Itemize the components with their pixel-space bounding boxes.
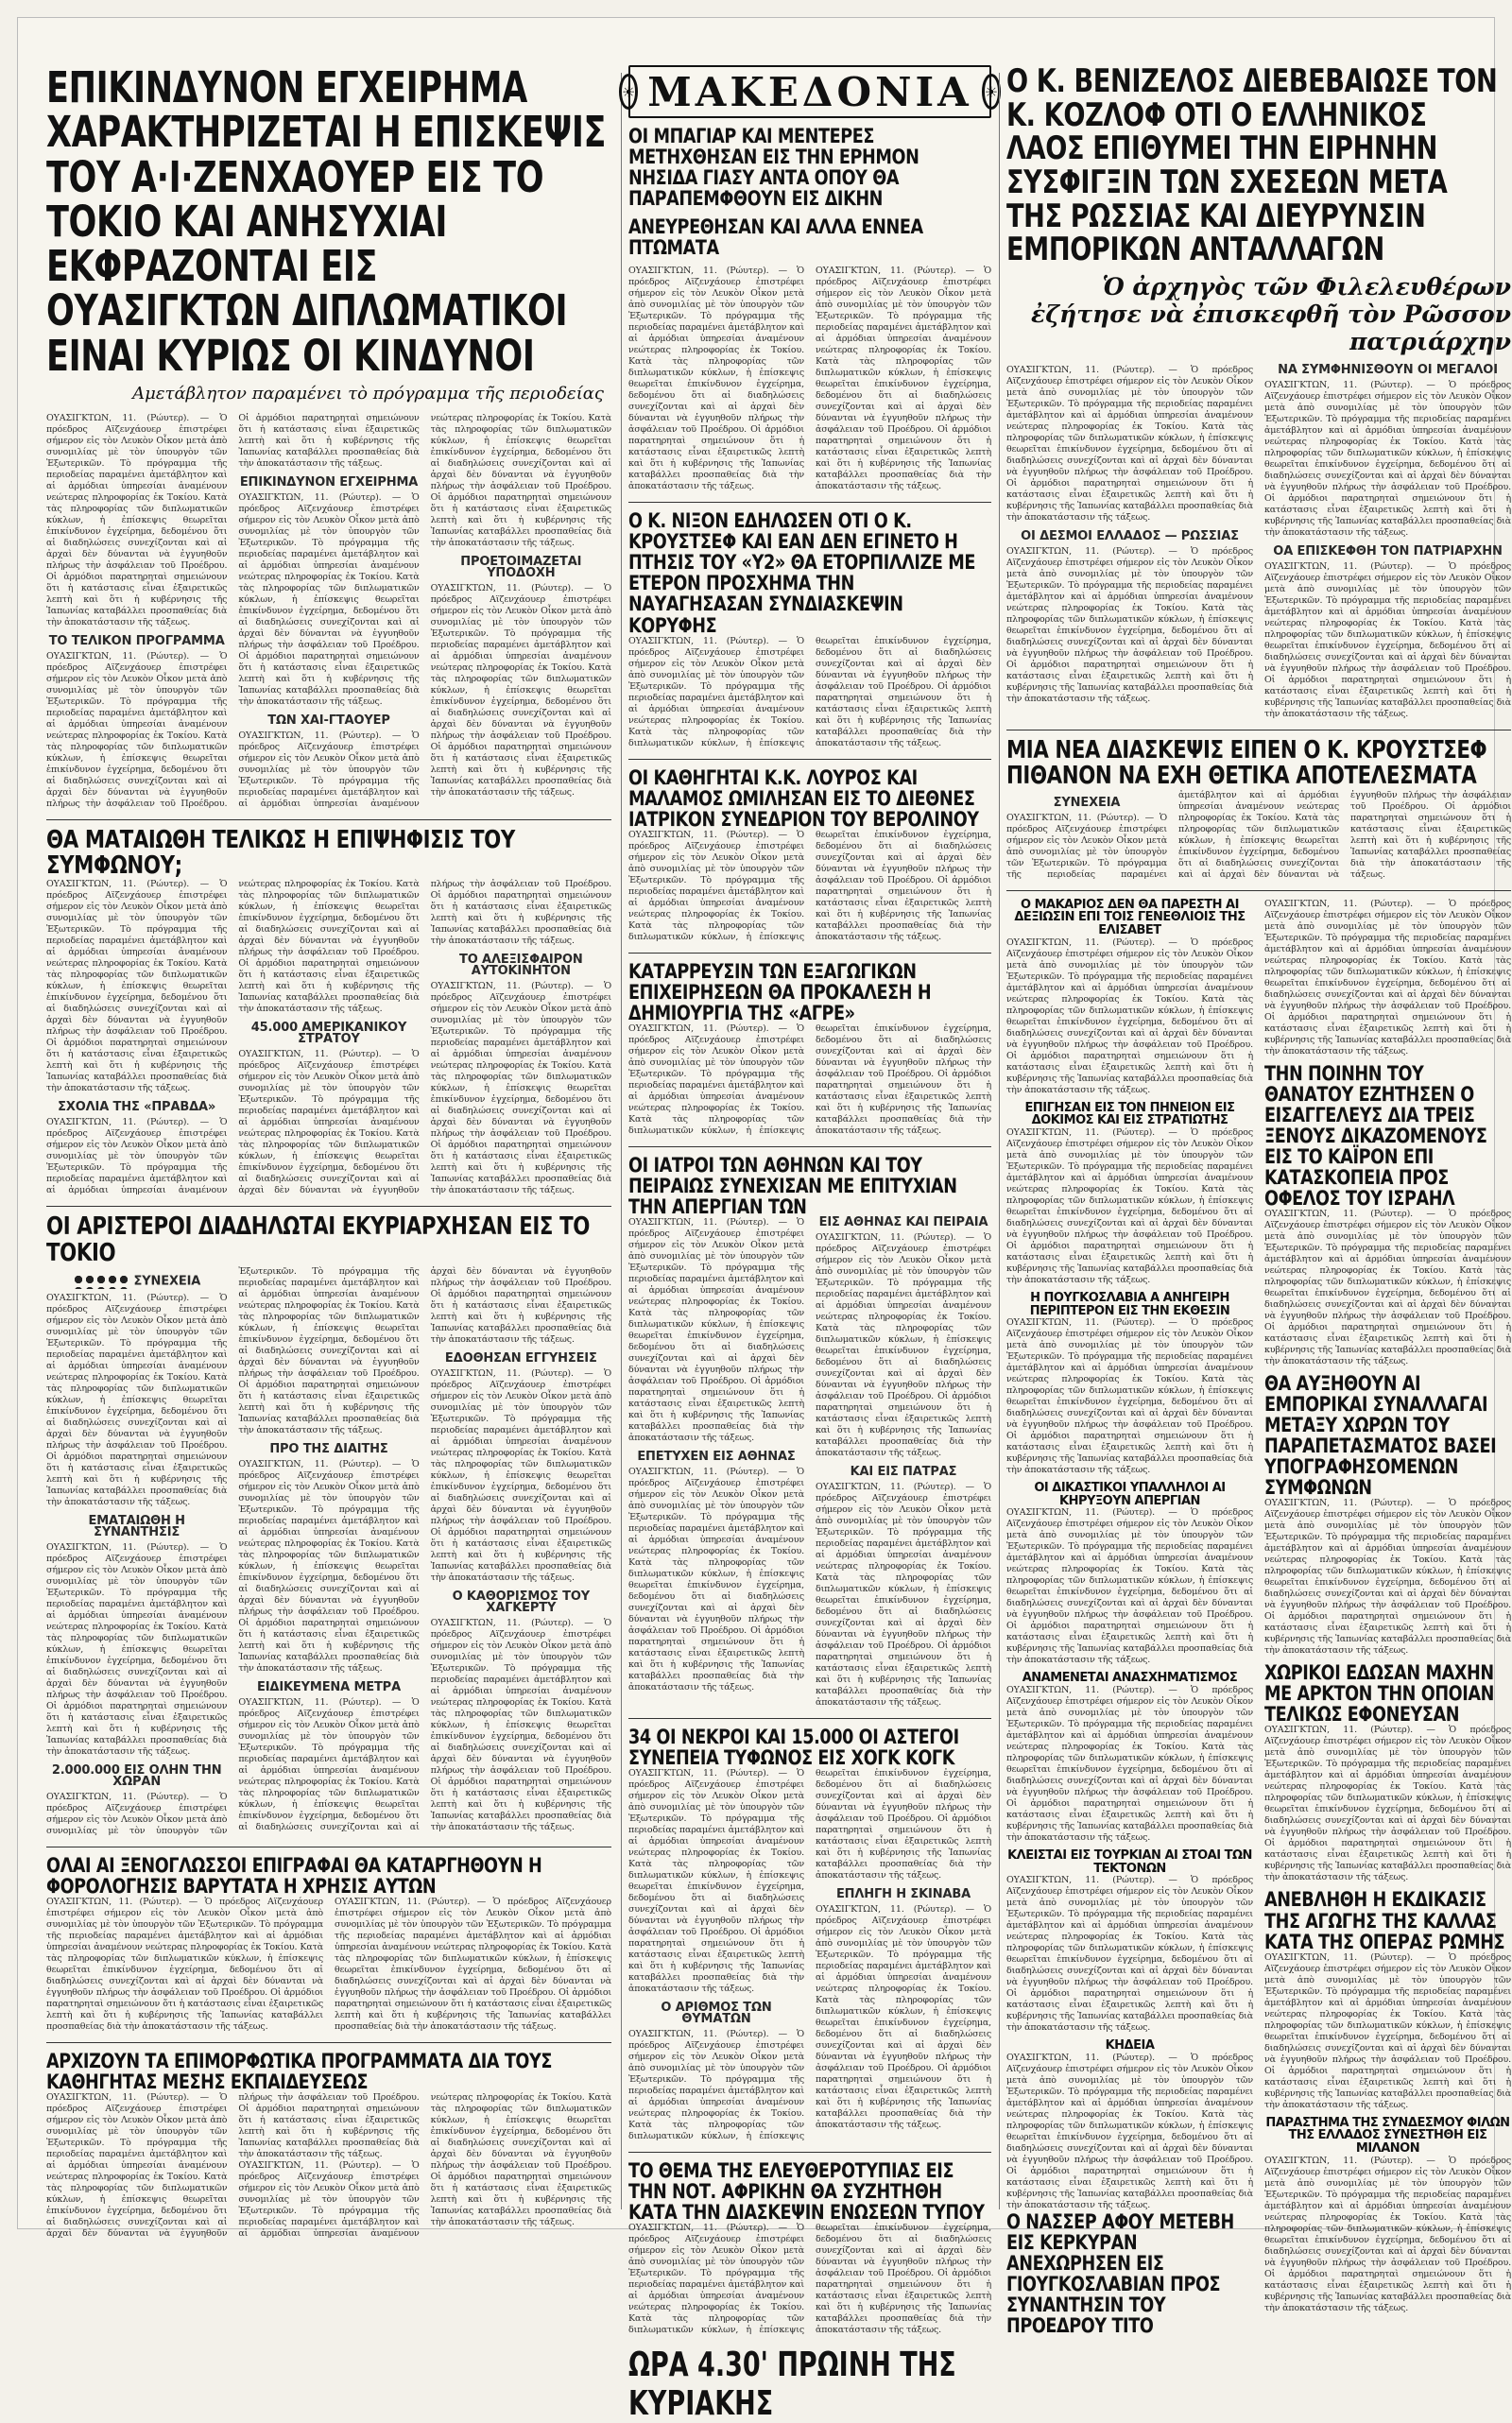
body-paragraph: ΟΥΑΣΙΓΚΤΩΝ, 11. (Ρώυτερ). — Ὁ πρόεδρος Αϊζενχάουερ ἐπιστρέφει σήμερον εἰς τὸν Λευκὸν Οἶκον μετὰ ἀπὸ συνομιλίας μὲ τὸν ὑπουργὸν τῶν Ἐξωτερικῶν. Τὸ πρόγραμμα τῆς περιοδείας παραμένει ἀμετάβλητον καὶ αἱ ἀρμόδιαι ὑπηρεσίαι ἀναμένουν νεώτερας πληροφορίας ἐκ Τοκίου. Κατὰ τὰς πληροφορίας τῶν διπλωματικῶν κύκλων, ἡ ἐπίσκεψις θεωρεῖται ἐπικίνδυνον ἐγχείρημα, δεδομένου ὅτι αἱ διαδηλώσεις συνεχίζονται καὶ αἱ ἀρχαὶ δὲν δύνανται νὰ ἐγγυηθοῦν πλήρως τὴν ἀσφάλειαν τοῦ Προέδρου. Οἱ ἀρμόδιοι παρατηρηταὶ σημειώνουν ὅτι ἡ κατάστασις εἶναι ἐξαιρετικῶς λεπτὴ καὶ ὅτι ἡ κυβέρνησις τῆς Ἰαπωνίας καταβάλλει προσπαθείας διὰ τὴν ἀποκατάστασιν τῆς τάξεως. [46, 412, 420, 809]
body-paragraph: ΟΥΑΣΙΓΚΤΩΝ, 11. (Ρώυτερ). — Ὁ πρόεδρος Αϊζενχάουερ ἐπιστρέφει σήμερον εἰς τὸν Λευκὸν Οἶκον μετὰ ἀπὸ συνομιλίας μὲ τὸν ὑπουργὸν τῶν Ἐξωτερικῶν. Τὸ πρόγραμμα τῆς περιοδείας παραμένει ἀμετάβλητον καὶ αἱ ἀρμόδιαι ὑπηρεσίαι ἀναμένουν νεώτερας πληροφορίας ἐκ Τοκίου. Κατὰ τὰς πληροφορίας τῶν διπλωματικῶν κύκλων, ἡ ἐπίσκεψις θεωρεῖται ἐπικίνδυνον ἐγχείρημα, δεδομένου ὅτι αἱ διαδηλώσεις συνεχίζονται καὶ αἱ ἀρχαὶ δὲν δύνανται νὰ ἐγγυηθοῦν πλήρως τὴν ἀσφάλειαν τοῦ Προέδρου. Οἱ ἀρμόδιοι παρατηρηταὶ σημειώνουν ὅτι ἡ κατάστασις εἶναι ἐξαιρετικῶς λεπτὴ καὶ ὅτι ἡ κυβέρνησις τῆς Ἰαπωνίας καταβάλλει προσπαθείας διὰ τὴν ἀποκατάστασιν τῆς τάξεως. [1006, 937, 1253, 1095]
subhead: ΕΠΙΚΙΝΔΥΝΟΝ ΕΓΧΕΙΡΗΜΑ [239, 474, 419, 490]
headline-programmata: ΑΡΧΙΖΟΥΝ ΤΑ ΕΠΙΜΟΡΦΩΤΙΚΑ ΠΡΟΓΡΑΜΜΑΤΑ ΔΙΑ ΤΟΥΣ ΚΑΘΗΓΗΤΑΣ ΜΕΣΗΣ ΕΚΠΑΙΔΕΥΣΕΩΣ [46, 2050, 553, 2094]
headline-epigrafai: ΟΛΑΙ ΑΙ ΞΕΝΟΓΛΩΣΣΟΙ ΕΠΙΓΡΑΦΑΙ ΘΑ ΚΑΤΑΡΓΗΘΟΥΝ Η ΦΟΡΟΛΟΓΗΣΙΣ ΒΑΡΥΤΑΤΑ Η ΧΡΗΣΙΣ ΑΥΤΩΝ [46, 1853, 542, 1898]
headline-milano: ΠΑΡΑΣΤΗΜΑ ΤΗΣ ΣΥΝΔΕΣΜΟΥ ΦΙΛΩΝ ΤΗΣ ΕΛΛΑΔΟΣ ΣΥΝΕΣΤΗΘΗ ΕΙΣ ΜΙΛΑΝΟΝ [1265, 2115, 1510, 2156]
body-paragraph: ΟΥΑΣΙΓΚΤΩΝ, 11. (Ρώυτερ). — Ὁ πρόεδρος Αϊζενχάουερ ἐπιστρέφει σήμερον εἰς τὸν Λευκὸν Οἶκον μετὰ ἀπὸ συνομιλίας μὲ τὸν ὑπουργὸν τῶν Ἐξωτερικῶν. Τὸ πρόγραμμα τῆς περιοδείας παραμένει ἀμετάβλητον καὶ αἱ ἀρμόδιαι ὑπηρεσίαι ἀναμένουν νεώτερας πληροφορίας ἐκ Τοκίου. Κατὰ τὰς πληροφορίας τῶν διπλωματικῶν κύκλων, ἡ ἐπίσκεψις θεωρεῖται ἐπικίνδυνον ἐγχείρημα, δεδομένου ὅτι αἱ διαδηλώσεις συνεχίζονται καὶ αἱ ἀρχαὶ δὲν δύνανται νὰ ἐγγυηθοῦν πλήρως τὴν ἀσφάλειαν τοῦ Προέδρου. Οἱ ἀρμόδιοι παρατηρηταὶ σημειώνουν ὅτι ἡ κατάστασις εἶναι ἐξαιρετικῶς λεπτὴ καὶ ὅτι ἡ κυβέρνησις τῆς Ἰαπωνίας καταβάλλει προσπαθείας διὰ τὴν ἀποκατάστασιν τῆς τάξεως. [1264, 1725, 1511, 1883]
middle-column [621, 65, 999, 2423]
print-ornament [73, 1274, 129, 1289]
story-iatroi-body [628, 1214, 991, 1709]
subhead: 2.000.000 ΕΙΣ ΟΛΗΝ ΤΗΝ ΧΩΡΑΝ [51, 1762, 222, 1789]
body-paragraph: ΟΥΑΣΙΓΚΤΩΝ, 11. (Ρώυτερ). — Ὁ πρόεδρος Αϊζενχάουερ ἐπιστρέφει σήμερον εἰς τὸν Λευκὸν Οἶκον μετὰ ἀπὸ συνομιλίας μὲ τὸν ὑπουργὸν τῶν Ἐξωτερικῶν. Τὸ πρόγραμμα τῆς περιοδείας παραμένει ἀμετάβλητον καὶ αἱ ἀρμόδιαι ὑπηρεσίαι ἀναμένουν νεώτερας πληροφορίας ἐκ Τοκίου. Κατὰ τὰς πληροφορίας τῶν διπλωματικῶν κύκλων, ἡ ἐπίσκεψις θεωρεῖται ἐπικίνδυνον ἐγχείρημα, δεδομένου ὅτι αἱ διαδηλώσεις συνεχίζονται καὶ αἱ ἀρχαὶ δὲν δύνανται νὰ ἐγγυηθοῦν πλήρως τὴν ἀσφάλειαν τοῦ Προέδρου. Οἱ ἀρμόδιοι παρατηρηταὶ σημειώνουν ὅτι ἡ κατάστασις εἶναι ἐξαιρετικῶς λεπτὴ καὶ ὅτι ἡ κυβέρνησις τῆς Ἰαπωνίας καταβάλλει προσπαθείας διὰ τὴν ἀποκατάστασιν τῆς τάξεως. [1006, 365, 1253, 524]
lead-headline-left: ΕΠΙΚΙΝΔΥΝΟΝ ΕΓΧΕΙΡΗΜΑ ΧΑΡΑΚΤΗΡΙΖΕΤΑΙ Η ΕΠΙΣΚΕΨΙΣ ΤΟΥ Α·Ι·ΖΕΝΧΑΟΥΕΡ ΕΙΣ ΤΟ ΤΟΚΙΟ ΚΑΙ ΑΝΗΣΥΧΙΑΙ ΕΚΦΡΑΖΟΝΤΑΙ ΕΙΣ ΟΥΑΣΙΓΚΤΩΝ ΔΙΠΛΩΜΑΤΙΚΟΙ ΕΙΝΑΙ ΚΥΡΙΩΣ ΟΙ ΚΙΝΔΥΝΟΙ [46, 62, 607, 381]
headline-louros: ΟΙ ΚΑΘΗΓΗΤΑΙ Κ.Κ. ΛΟΥΡΟΣ ΚΑΙ ΜΑΛΑΜΟΣ ΩΜΙΛΗΣΑΝ ΕΙΣ ΤΟ ΔΙΕΘΝΕΣ ΙΑΤΡΙΚΟΝ ΣΥΝΕΔΡΙΟΝ ΤΟΥ ΒΕΡΟΛΙΝΟΥ [628, 765, 979, 831]
body-paragraph: ΟΥΑΣΙΓΚΤΩΝ, 11. (Ρώυτερ). — Ὁ πρόεδρος Αϊζενχάουερ ἐπιστρέφει σήμερον εἰς τὸν Λευκὸν Οἶκον μετὰ ἀπὸ συνομιλίας μὲ τὸν ὑπουργὸν τῶν Ἐξωτερικῶν. Τὸ πρόγραμμα τῆς περιοδείας παραμένει ἀμετάβλητον καὶ αἱ ἀρμόδιαι ὑπηρεσίαι ἀναμένουν νεώτερας πληροφορίας ἐκ Τοκίου. Κατὰ τὰς πληροφορίας τῶν διπλωματικῶν κύκλων, ἡ ἐπίσκεψις θεωρεῖται ἐπικίνδυνον ἐγχείρημα, δεδομένου ὅτι αἱ διαδηλώσεις συνεχίζονται καὶ αἱ ἀρχαὶ δὲν δύνανται νὰ ἐγγυηθοῦν πλήρως τὴν ἀσφάλειαν τοῦ Προέδρου. Οἱ ἀρμόδιοι παρατηρηταὶ σημειώνουν ὅτι ἡ κατάστασις εἶναι ἐξαιρετικῶς λεπτὴ καὶ ὅτι ἡ κυβέρνησις τῆς Ἰαπωνίας καταβάλλει προσπαθείας διὰ τὴν ἀποκατάστασιν τῆς τάξεως. [1264, 561, 1511, 720]
seal-icon: ☀ [619, 74, 638, 110]
story-tokio-body [46, 1266, 611, 1837]
section-louros [628, 759, 991, 943]
body-paragraph: ΟΥΑΣΙΓΚΤΩΝ, 11. (Ρώυτερ). — Ὁ πρόεδρος Αϊζενχάουερ ἐπιστρέφει σήμερον εἰς τὸν Λευκὸν Οἶκον μετὰ ἀπὸ συνομιλίας μὲ τὸν ὑπουργὸν τῶν Ἐξωτερικῶν. Τὸ πρόγραμμα τῆς περιοδείας παραμένει ἀμετάβλητον καὶ αἱ ἀρμόδιαι ὑπηρεσίαι ἀναμένουν νεώτερας πληροφορίας ἐκ Τοκίου. Κατὰ τὰς πληροφορίας τῶν διπλωματικῶν κύκλων, ἡ ἐπίσκεψις θεωρεῖται ἐπικίνδυνον ἐγχείρημα, δεδομένου ὅτι αἱ διαδηλώσεις συνεχίζονται καὶ αἱ ἀρχαὶ δὲν δύνανται νὰ ἐγγυηθοῦν πλήρως τὴν ἀσφάλειαν τοῦ Προέδρου. Οἱ ἀρμόδιοι παρατηρηταὶ σημειώνουν ὅτι ἡ κατάστασις εἶναι ἐξαιρετικῶς λεπτὴ καὶ ὅτι ἡ κυβέρνησις τῆς Ἰαπωνίας καταβάλλει προσπαθείας διὰ τὴν ἀποκατάστασιν τῆς τάξεως. [816, 1231, 991, 1458]
body-paragraph: ΟΥΑΣΙΓΚΤΩΝ, 11. (Ρώυτερ). — Ὁ πρόεδρος Αϊζενχάουερ ἐπιστρέφει σήμερον εἰς τὸν Λευκὸν Οἶκον μετὰ ἀπὸ συνομιλίας μὲ τὸν ὑπουργὸν τῶν Ἐξωτερικῶν. Τὸ πρόγραμμα τῆς περιοδείας παραμένει ἀμετάβλητον καὶ αἱ ἀρμόδιαι ὑπηρεσίαι ἀναμένουν νεώτερας πληροφορίας ἐκ Τοκίου. Κατὰ τὰς πληροφορίας τῶν διπλωματικῶν κύκλων, ἡ ἐπίσκεψις θεωρεῖται ἐπικίνδυνον ἐγχείρημα, δεδομένου ὅτι αἱ διαδηλώσεις συνεχίζονται καὶ αἱ ἀρχαὶ δὲν δύνανται νὰ ἐγγυηθοῦν πλήρως τὴν ἀσφάλειαν τοῦ Προέδρου. Οἱ ἀρμόδιοι παρατηρηταὶ σημειώνουν ὅτι ἡ κατάστασις εἶναι ἐξαιρετικῶς λεπτὴ καὶ ὅτι ἡ κυβέρνησις τῆς Ἰαπωνίας καταβάλλει προσπαθείας διὰ τὴν ἀποκατάστασιν τῆς τάξεως. [238, 879, 611, 1196]
section-xogk-kogk [628, 1718, 991, 2142]
section-agre [628, 953, 991, 1137]
headline-poinh: ΤΗΝ ΠΟΙΝΗΝ ΤΟΥ ΘΑΝΑΤΟΥ ΕΖΗΤΗΣΕΝ Ο ΕΙΣΑΓΓΕΛΕΥΣ ΔΙΑ ΤΡΕΙΣ ΞΕΝΟΥΣ ΔΙΚΑΖΟΜΕΝΟΥΣ ΕΙΣ ΤΟ ΚΑΪΡΟΝ ΕΠΙ ΚΑΤΑΣΚΟΠΕΙΑ ΠΡΟΣ ΟΦΕΛΟΣ ΤΟΥ ΙΣΡΑΗΛ [1264, 1061, 1487, 1210]
story-programmata-body [46, 2092, 611, 2240]
body-paragraph: ΟΥΑΣΙΓΚΤΩΝ, 11. (Ρώυτερ). — Ὁ πρόεδρος Αϊζενχάουερ ἐπιστρέφει σήμερον εἰς τὸν Λευκὸν Οἶκον μετὰ ἀπὸ συνομιλίας μὲ τὸν ὑπουργὸν τῶν Ἐξωτερικῶν. Τὸ πρόγραμμα τῆς περιοδείας παραμένει ἀμετάβλητον καὶ αἱ ἀρμόδιαι ὑπηρεσίαι ἀναμένουν νεώτερας πληροφορίας ἐκ Τοκίου. Κατὰ τὰς πληροφορίας τῶν διπλωματικῶν κύκλων, ἡ ἐπίσκεψις θεωρεῖται ἐπικίνδυνον ἐγχείρημα, δεδομένου ὅτι αἱ διαδηλώσεις συνεχίζονται καὶ αἱ ἀρχαὶ δὲν δύνανται νὰ ἐγγυηθοῦν πλήρως τὴν ἀσφάλειαν τοῦ Προέδρου. Οἱ ἀρμόδιοι παρατηρηταὶ σημειώνουν ὅτι ἡ κατάστασις εἶναι ἐξαιρετικῶς λεπτὴ καὶ ὅτι ἡ κυβέρνησις τῆς Ἰαπωνίας καταβάλλει προσπαθείας διὰ τὴν ἀποκατάστασιν τῆς τάξεως. [430, 1617, 611, 1832]
left-column [46, 62, 611, 2240]
body-paragraph: ΟΥΑΣΙΓΚΤΩΝ, 11. (Ρώυτερ). — Ὁ πρόεδρος Αϊζενχάουερ ἐπιστρέφει σήμερον εἰς τὸν Λευκὸν Οἶκον μετὰ ἀπὸ συνομιλίας μὲ τὸν ὑπουργὸν τῶν Ἐξωτερικῶν. Τὸ πρόγραμμα τῆς περιοδείας παραμένει ἀμετάβλητον καὶ αἱ ἀρμόδιαι ὑπηρεσίαι ἀναμένουν νεώτερας πληροφορίας ἐκ Τοκίου. Κατὰ τὰς πληροφορίας τῶν διπλωματικῶν κύκλων, ἡ ἐπίσκεψις θεωρεῖται ἐπικίνδυνον ἐγχείρημα, δεδομένου ὅτι αἱ διαδηλώσεις συνεχίζονται καὶ αἱ ἀρχαὶ δὲν δύνανται νὰ ἐγγυηθοῦν πλήρως τὴν ἀσφάλειαν τοῦ Προέδρου. Οἱ ἀρμόδιοι παρατηρηταὶ σημειώνουν ὅτι ἡ κατάστασις εἶναι ἐξαιρετικῶς λεπτὴ καὶ ὅτι ἡ κυβέρνησις τῆς Ἰαπωνίας καταβάλλει προσπαθείας διὰ τὴν ἀποκατάστασιν τῆς τάξεως. [1264, 2155, 1511, 2313]
subhead: Ο ΑΡΙΘΜΟΣ ΤΩΝ ΘΥΜΑΤΩΝ [661, 2001, 772, 2027]
lead-story-left-body [46, 413, 611, 810]
body-paragraph: ΟΥΑΣΙΓΚΤΩΝ, 11. (Ρώυτερ). — Ὁ πρόεδρος Αϊζενχάουερ ἐπιστρέφει σήμερον εἰς τὸν Λευκὸν Οἶκον μετὰ ἀπὸ συνομιλίας μὲ τὸν ὑπουργὸν τῶν Ἐξωτερικῶν. Τὸ πρόγραμμα τῆς περιοδείας παραμένει ἀμετάβλητον καὶ αἱ ἀρμόδιαι ὑπηρεσίαι ἀναμένουν νεώτερας πληροφορίας ἐκ Τοκίου. Κατὰ τὰς πληροφορίας τῶν διπλωματικῶν κύκλων, ἡ ἐπίσκεψις θεωρεῖται ἐπικίνδυνον ἐγχείρημα, δεδομένου ὅτι αἱ διαδηλώσεις συνεχίζονται καὶ αἱ ἀρχαὶ δὲν δύνανται νὰ ἐγγυηθοῦν πλήρως τὴν ἀσφάλειαν τοῦ Προέδρου. Οἱ ἀρμόδιοι παρατηρηταὶ σημειώνουν ὅτι ἡ κατάστασις εἶναι ἐξαιρετικῶς λεπτὴ καὶ ὅτι ἡ κυβέρνησις τῆς Ἰαπωνίας καταβάλλει προσπαθείας διὰ τὴν ἀποκατάστασιν τῆς τάξεως. [1006, 1875, 1253, 2034]
section-iatroi [628, 1146, 991, 1709]
body-paragraph: ΟΥΑΣΙΓΚΤΩΝ, 11. (Ρώυτερ). — Ὁ πρόεδρος Αϊζενχάουερ ἐπιστρέφει σήμερον εἰς τὸν Λευκὸν Οἶκον μετὰ ἀπὸ συνομιλίας μὲ τὸν ὑπουργὸν τῶν Ἐξωτερικῶν. Τὸ πρόγραμμα τῆς περιοδείας παραμένει ἀμετάβλητον καὶ αἱ ἀρμόδιαι ὑπηρεσίαι ἀναμένουν νεώτερας πληροφορίας ἐκ Τοκίου. Κατὰ τὰς πληροφορίας τῶν διπλωματικῶν κύκλων, ἡ ἐπίσκεψις θεωρεῖται ἐπικίνδυνον ἐγχείρημα, δεδομένου ὅτι αἱ διαδηλώσεις συνεχίζονται καὶ αἱ ἀρχαὶ δὲν δύνανται νὰ ἐγγυηθοῦν πλήρως τὴν ἀσφάλειαν τοῦ Προέδρου. Οἱ ἀρμόδιοι παρατηρηταὶ σημειώνουν ὅτι ἡ κατάστασις εἶναι ἐξαιρετικῶς λεπτὴ καὶ ὅτι ἡ κυβέρνησις τῆς Ἰαπωνίας καταβάλλει προσπαθείας διὰ τὴν ἀποκατάστασιν τῆς τάξεως. [1264, 380, 1511, 539]
body-paragraph: ΟΥΑΣΙΓΚΤΩΝ, 11. (Ρώυτερ). — Ὁ πρόεδρος Αϊζενχάουερ ἐπιστρέφει σήμερον εἰς τὸν Λευκὸν Οἶκον μετὰ ἀπὸ συνομιλίας μὲ τὸν ὑπουργὸν τῶν Ἐξωτερικῶν. Τὸ πρόγραμμα τῆς περιοδείας παραμένει ἀμετάβλητον καὶ αἱ ἀρμόδιαι ὑπηρεσίαι ἀναμένουν νεώτερας πληροφορίας ἐκ Τοκίου. Κατὰ τὰς πληροφορίας τῶν διπλωματικῶν κύκλων, ἡ ἐπίσκεψις θεωρεῖται ἐπικίνδυνον ἐγχείρημα, δεδομένου ὅτι αἱ διαδηλώσεις συνεχίζονται καὶ αἱ ἀρχαὶ δὲν δύνανται νὰ ἐγγυηθοῦν πλήρως τὴν ἀσφάλειαν τοῦ Προέδρου. Οἱ ἀρμόδιοι παρατηρηταὶ σημειώνουν ὅτι ἡ κατάστασις εἶναι ἐξαιρετικῶς λεπτὴ καὶ ὅτι ἡ κυβέρνησις τῆς Ἰαπωνίας καταβάλλει προσπαθείας διὰ τὴν ἀποκατάστασιν τῆς τάξεως. [628, 635, 991, 748]
body-paragraph: ΟΥΑΣΙΓΚΤΩΝ, 11. (Ρώυτερ). — Ὁ πρόεδρος Αϊζενχάουερ ἐπιστρέφει σήμερον εἰς τὸν Λευκὸν Οἶκον μετὰ ἀπὸ συνομιλίας μὲ τὸν ὑπουργὸν τῶν Ἐξωτερικῶν. Τὸ πρόγραμμα τῆς περιοδείας παραμένει ἀμετάβλητον καὶ αἱ ἀρμόδιαι ὑπηρεσίαι ἀναμένουν νεώτερας πληροφορίας ἐκ Τοκίου. Κατὰ τὰς πληροφορίας τῶν διπλωματικῶν κύκλων, ἡ ἐπίσκεψις θεωρεῖται ἐπικίνδυνον ἐγχείρημα, δεδομένου ὅτι αἱ διαδηλώσεις συνεχίζονται καὶ αἱ ἀρχαὶ δὲν δύνανται νὰ ἐγγυηθοῦν πλήρως τὴν ἀσφάλειαν τοῦ Προέδρου. Οἱ ἀρμόδιοι παρατηρηταὶ σημειώνουν ὅτι ἡ κατάστασις εἶναι ἐξαιρετικῶς λεπτὴ καὶ ὅτι ἡ κυβέρνησις τῆς Ἰαπωνίας καταβάλλει προσπαθείας διὰ τὴν ἀποκατάστασιν τῆς τάξεως. [430, 981, 611, 1196]
body-paragraph: ΟΥΑΣΙΓΚΤΩΝ, 11. (Ρώυτερ). — Ὁ πρόεδρος Αϊζενχάουερ ἐπιστρέφει σήμερον εἰς τὸν Λευκὸν Οἶκον μετὰ ἀπὸ συνομιλίας μὲ τὸν ὑπουργὸν τῶν Ἐξωτερικῶν. Τὸ πρόγραμμα τῆς περιοδείας παραμένει ἀμετάβλητον καὶ αἱ ἀρμόδιαι ὑπηρεσίαι ἀναμένουν νεώτερας πληροφορίας ἐκ Τοκίου. Κατὰ τὰς πληροφορίας τῶν διπλωματικῶν κύκλων, ἡ ἐπίσκεψις θεωρεῖται ἐπικίνδυνον ἐγχείρημα, δεδομένου ὅτι αἱ διαδηλώσεις συνεχίζονται καὶ αἱ ἀρχαὶ δὲν δύνανται νὰ ἐγγυηθοῦν πλήρως τὴν ἀσφάλειαν τοῦ Προέδρου. Οἱ ἀρμόδιοι παρατηρηταὶ σημειώνουν ὅτι ἡ κατάστασις εἶναι ἐξαιρετικῶς λεπτὴ καὶ ὅτι ἡ κυβέρνησις τῆς Ἰαπωνίας καταβάλλει προσπαθείας διὰ τὴν ἀποκατάστασιν τῆς τάξεως. [46, 2092, 420, 2240]
body-paragraph: ΟΥΑΣΙΓΚΤΩΝ, 11. (Ρώυτερ). — Ὁ πρόεδρος Αϊζενχάουερ ἐπιστρέφει σήμερον εἰς τὸν Λευκὸν Οἶκον μετὰ ἀπὸ συνομιλίας μὲ τὸν ὑπουργὸν τῶν Ἐξωτερικῶν. Τὸ πρόγραμμα τῆς περιοδείας παραμένει ἀμετάβλητον καὶ αἱ ἀρμόδιαι ὑπηρεσίαι ἀναμένουν νεώτερας πληροφορίας ἐκ Τοκίου. Κατὰ τὰς πληροφορίας τῶν διπλωματικῶν κύκλων, ἡ ἐπίσκεψις θεωρεῖται ἐπικίνδυνον ἐγχείρημα, δεδομένου ὅτι αἱ διαδηλώσεις συνεχίζονται καὶ αἱ ἀρχαὶ δὲν δύνανται νὰ ἐγγυηθοῦν πλήρως τὴν ἀσφάλειαν τοῦ Προέδρου. Οἱ ἀρμόδιοι παρατηρηταὶ σημειώνουν ὅτι ἡ κατάστασις εἶναι ἐξαιρετικῶς λεπτὴ καὶ ὅτι ἡ κυβέρνησις τῆς Ἰαπωνίας καταβάλλει προσπαθείας διὰ τὴν ἀποκατάστασιν τῆς τάξεως. [335, 1897, 611, 2033]
body-paragraph: ΟΥΑΣΙΓΚΤΩΝ, 11. (Ρώυτερ). — Ὁ πρόεδρος Αϊζενχάουερ ἐπιστρέφει σήμερον εἰς τὸν Λευκὸν Οἶκον μετὰ ἀπὸ συνομιλίας μὲ τὸν ὑπουργὸν τῶν Ἐξωτερικῶν. Τὸ πρόγραμμα τῆς περιοδείας παραμένει ἀμετάβλητον καὶ αἱ ἀρμόδιαι ὑπηρεσίαι ἀναμένουν νεώτερας πληροφορίας ἐκ Τοκίου. Κατὰ τὰς πληροφορίας τῶν διπλωματικῶν κύκλων, ἡ ἐπίσκεψις θεωρεῖται ἐπικίνδυνον ἐγχείρημα, δεδομένου ὅτι αἱ διαδηλώσεις συνεχίζονται καὶ αἱ ἀρχαὶ δὲν δύνανται νὰ ἐγγυηθοῦν πλήρως τὴν ἀσφάλειαν τοῦ Προέδρου. Οἱ ἀρμόδιοι παρατηρηταὶ σημειώνουν ὅτι ἡ κατάστασις εἶναι ἐξαιρετικῶς λεπτὴ καὶ ὅτι ἡ κυβέρνησις τῆς Ἰαπωνίας καταβάλλει προσπαθείας διὰ τὴν ἀποκατάστασιν τῆς τάξεως. [628, 266, 804, 492]
subhead [46, 1274, 227, 1289]
body-paragraph: ΟΥΑΣΙΓΚΤΩΝ, 11. (Ρώυτερ). — Ὁ πρόεδρος Αϊζενχάουερ ἐπιστρέφει σήμερον εἰς τὸν Λευκὸν Οἶκον μετὰ ἀπὸ συνομιλίας μὲ τὸν ὑπουργὸν τῶν Ἐξωτερικῶν. Τὸ πρόγραμμα τῆς περιοδείας παραμένει ἀμετάβλητον καὶ αἱ ἀρμόδιαι ὑπηρεσίαι ἀναμένουν νεώτερας πληροφορίας ἐκ Τοκίου. Κατὰ τὰς πληροφορίας τῶν διπλωματικῶν κύκλων, ἡ ἐπίσκεψις θεωρεῖται ἐπικίνδυνον ἐγχείρημα, δεδομένου ὅτι αἱ διαδηλώσεις συνεχίζονται καὶ αἱ ἀρχαὶ δὲν δύνανται νὰ ἐγγυηθοῦν πλήρως τὴν ἀσφάλειαν τοῦ Προέδρου. Οἱ ἀρμόδιοι παρατηρηταὶ σημειώνουν ὅτι ἡ κατάστασις εἶναι ἐξαιρετικῶς λεπτὴ καὶ ὅτι ἡ κυβέρνησις τῆς Ἰαπωνίας καταβάλλει προσπαθείας διὰ τὴν ἀποκατάστασιν τῆς τάξεως. [430, 1367, 611, 1583]
headline-yugoslavia: Η ΠΟΥΓΚΟΣΛΑΒΙΑ Α ΑΝΗΓΕΙΡΗ ΠΕΡΙΠΤΕΡΟΝ ΕΙΣ ΤΗΝ ΕΚΘΕΣΙΝ [1029, 1290, 1230, 1318]
subhead: ΤΟ ΑΛΕΞΙΣΦΑΙΡΟΝ ΑΥΤΟΚΙΝΗΤΟΝ [459, 953, 583, 979]
section-programmata [46, 2042, 611, 2240]
body-paragraph: ΟΥΑΣΙΓΚΤΩΝ, 11. (Ρώυτερ). — Ὁ πρόεδρος Αϊζενχάουερ ἐπιστρέφει σήμερον εἰς τὸν Λευκὸν Οἶκον μετὰ ἀπὸ συνομιλίας μὲ τὸν ὑπουργὸν τῶν Ἐξωτερικῶν. Τὸ πρόγραμμα τῆς περιοδείας παραμένει ἀμετάβλητον καὶ αἱ ἀρμόδιαι ὑπηρεσίαι ἀναμένουν νεώτερας πληροφορίας ἐκ Τοκίου. Κατὰ τὰς πληροφορίας τῶν διπλωματικῶν κύκλων, ἡ ἐπίσκεψις θεωρεῖται ἐπικίνδυνον ἐγχείρημα, δεδομένου ὅτι αἱ διαδηλώσεις συνεχίζονται καὶ αἱ ἀρχαὶ δὲν δύνανται νὰ ἐγγυηθοῦν πλήρως τὴν ἀσφάλειαν τοῦ Προέδρου. Οἱ ἀρμόδιοι παρατηρηταὶ σημειώνουν ὅτι ἡ κατάστασις εἶναι ἐξαιρετικῶς λεπτὴ καὶ ὅτι ἡ κυβέρνησις τῆς Ἰαπωνίας καταβάλλει προσπαθείας διὰ τὴν ἀποκατάστασιν τῆς τάξεως. [1006, 789, 1511, 880]
subhead: ΤΩΝ ΧΑΙ-ΓΤΑΟΥΕΡ [267, 713, 390, 728]
headline-synallagai: ΘΑ ΑΥΞΗΘΟΥΝ ΑΙ ΕΜΠΟΡΙΚΑΙ ΣΥΝΑΛΛΑΓΑΙ ΜΕΤΑΞΥ ΧΩΡΩΝ ΤΟΥ ΠΑΡΑΠΕΤΑΣΜΑΤΟΣ ΒΑΣΕΙ ΥΠΟΓΡΑΦΗΣΟΜΕΝΩΝ ΣΥΜΦΩΝΩΝ [1264, 1372, 1497, 1500]
body-paragraph: ΟΥΑΣΙΓΚΤΩΝ, 11. (Ρώυτερ). — Ὁ πρόεδρος Αϊζενχάουερ ἐπιστρέφει σήμερον εἰς τὸν Λευκὸν Οἶκον μετὰ ἀπὸ συνομιλίας μὲ τὸν ὑπουργὸν τῶν Ἐξωτερικῶν. Τὸ πρόγραμμα τῆς περιοδείας παραμένει ἀμετάβλητον καὶ αἱ ἀρμόδιαι ὑπηρεσίαι ἀναμένουν νεώτερας πληροφορίας ἐκ Τοκίου. Κατὰ τὰς πληροφορίας τῶν διπλωματικῶν κύκλων, ἡ ἐπίσκεψις θεωρεῖται ἐπικίνδυνον ἐγχείρημα, δεδομένου ὅτι αἱ διαδηλώσεις συνεχίζονται καὶ αἱ ἀρχαὶ δὲν δύνανται νὰ ἐγγυηθοῦν πλήρως τὴν ἀσφάλειαν τοῦ Προέδρου. Οἱ ἀρμόδιοι παρατηρηταὶ σημειώνουν ὅτι ἡ κατάστασις εἶναι ἐξαιρετικῶς λεπτὴ καὶ ὅτι ἡ κυβέρνησις τῆς Ἰαπωνίας καταβάλλει προσπαθείας διὰ τὴν ἀποκατάστασιν τῆς τάξεως. [238, 491, 420, 707]
body-paragraph: ΟΥΑΣΙΓΚΤΩΝ, 11. (Ρώυτερ). — Ὁ πρόεδρος Αϊζενχάουερ ἐπιστρέφει σήμερον εἰς τὸν Λευκὸν Οἶκον μετὰ ἀπὸ συνομιλίας μὲ τὸν ὑπουργὸν τῶν Ἐξωτερικῶν. Τὸ πρόγραμμα τῆς περιοδείας παραμένει ἀμετάβλητον καὶ αἱ ἀρμόδιαι ὑπηρεσίαι ἀναμένουν νεώτερας πληροφορίας ἐκ Τοκίου. Κατὰ τὰς πληροφορίας τῶν διπλωματικῶν κύκλων, ἡ ἐπίσκεψις θεωρεῖται ἐπικίνδυνον ἐγχείρημα, δεδομένου ὅτι αἱ διαδηλώσεις συνεχίζονται καὶ αἱ ἀρχαὶ δὲν δύνανται νὰ ἐγγυηθοῦν πλήρως τὴν ἀσφάλειαν τοῦ Προέδρου. Οἱ ἀρμόδιοι παρατηρηταὶ σημειώνουν ὅτι ἡ κατάστασις εἶναι ἐξαιρετικῶς λεπτὴ καὶ ὅτι ἡ κυβέρνησις τῆς Ἰαπωνίας καταβάλλει προσπαθείας διὰ τὴν ἀποκατάστασιν τῆς τάξεως. [46, 879, 420, 1196]
headline-tokio: ΟΙ ΑΡΙΣΤΕΡΟΙ ΔΙΑΔΗΛΩΤΑΙ ΕΚΥΡΙΑΡΧΗΣΑΝ ΕΙΣ ΤΟ ΤΟΚΙΟ [46, 1212, 590, 1267]
headline-makarios: Ο ΜΑΚΑΡΙΟΣ ΔΕΝ ΘΑ ΠΑΡΕΣΤΗ ΑΙ ΔΕΞΙΩΣΙΝ ΕΠΙ ΤΟΙΣ ΓΕΝΕΘΛΙΟΙΣ ΤΗΣ ΕΛΙΣΑΒΕΤ [1014, 897, 1246, 937]
section-epigrafai [46, 1847, 611, 2033]
masthead-title: ΜΑΚΕΔΟΝΙΑ [647, 68, 972, 115]
body-paragraph: ΟΥΑΣΙΓΚΤΩΝ, 11. (Ρώυτερ). — Ὁ πρόεδρος Αϊζενχάουερ ἐπιστρέφει σήμερον εἰς τὸν Λευκὸν Οἶκον μετὰ ἀπὸ συνομιλίας μὲ τὸν ὑπουργὸν τῶν Ἐξωτερικῶν. Τὸ πρόγραμμα τῆς περιοδείας παραμένει ἀμετάβλητον καὶ αἱ ἀρμόδιαι ὑπηρεσίαι ἀναμένουν νεώτερας πληροφορίας ἐκ Τοκίου. Κατὰ τὰς πληροφορίας τῶν διπλωματικῶν κύκλων, ἡ ἐπίσκεψις θεωρεῖται ἐπικίνδυνον ἐγχείρημα, δεδομένου ὅτι αἱ διαδηλώσεις συνεχίζονται καὶ αἱ ἀρχαὶ δὲν δύνανται νὰ ἐγγυηθοῦν πλήρως τὴν ἀσφάλειαν τοῦ Προέδρου. Οἱ ἀρμόδιοι παρατηρηταὶ σημειώνουν ὅτι ἡ κατάστασις εἶναι ἐξαιρετικῶς λεπτὴ καὶ ὅτι ἡ κυβέρνησις τῆς Ἰαπωνίας καταβάλλει προσπαθείας διὰ τὴν ἀποκατάστασιν τῆς τάξεως. [816, 1904, 991, 2131]
body-paragraph: ΟΥΑΣΙΓΚΤΩΝ, 11. (Ρώυτερ). — Ὁ πρόεδρος Αϊζενχάουερ ἐπιστρέφει σήμερον εἰς τὸν Λευκὸν Οἶκον μετὰ ἀπὸ συνομιλίας μὲ τὸν ὑπουργὸν τῶν Ἐξωτερικῶν. Τὸ πρόγραμμα τῆς περιοδείας παραμένει ἀμετάβλητον καὶ αἱ ἀρμόδιαι ὑπηρεσίαι ἀναμένουν νεώτερας πληροφορίας ἐκ Τοκίου. Κατὰ τὰς πληροφορίας τῶν διπλωματικῶν κύκλων, ἡ ἐπίσκεψις θεωρεῖται ἐπικίνδυνον ἐγχείρημα, δεδομένου ὅτι αἱ διαδηλώσεις συνεχίζονται καὶ αἱ ἀρχαὶ δὲν δύνανται νὰ ἐγγυηθοῦν πλήρως τὴν ἀσφάλειαν τοῦ Προέδρου. Οἱ ἀρμόδιοι παρατηρηταὶ σημειώνουν ὅτι ἡ κατάστασις εἶναι ἐξαιρετικῶς λεπτὴ καὶ ὅτι ἡ κυβέρνησις τῆς Ἰαπωνίας καταβάλλει προσπαθείας διὰ τὴν ἀποκατάστασιν τῆς τάξεως. [238, 412, 611, 809]
headline-nixon: Ο Κ. ΝΙΞΟΝ ΕΔΗΛΩΣΕΝ ΟΤΙ Ο Κ. ΚΡΟΥΣΤΣΕΦ ΚΑΙ ΕΑΝ ΔΕΝ ΕΓΙΝΕΤΟ Η ΠΤΗΣΙΣ ΤΟΥ «Υ2» ΘΑ ΕΤΟΡΠΙΛΛΙΖΕ ΜΕ ΕΤΕΡΟΝ ΠΡΟΣΧΗΜΑ ΤΗΝ ΝΑΥΑΓΗΣΑΣΑΝ ΣΥΝΔΙΑΣΚΕΨΙΝ ΚΟΡΥΦΗΣ [628, 509, 976, 637]
body-paragraph: ΟΥΑΣΙΓΚΤΩΝ, 11. (Ρώυτερ). — Ὁ πρόεδρος Αϊζενχάουερ ἐπιστρέφει σήμερον εἰς τὸν Λευκὸν Οἶκον μετὰ ἀπὸ συνομιλίας μὲ τὸν ὑπουργὸν τῶν Ἐξωτερικῶν. Τὸ πρόγραμμα τῆς περιοδείας παραμένει ἀμετάβλητον καὶ αἱ ἀρμόδιαι ὑπηρεσίαι ἀναμένουν νεώτερας πληροφορίας ἐκ Τοκίου. Κατὰ τὰς πληροφορίας τῶν διπλωματικῶν κύκλων, ἡ ἐπίσκεψις θεωρεῖται ἐπικίνδυνον ἐγχείρημα, δεδομένου ὅτι αἱ διαδηλώσεις συνεχίζονται καὶ αἱ ἀρχαὶ δὲν δύνανται νὰ ἐγγυηθοῦν πλήρως τὴν ἀσφάλειαν τοῦ Προέδρου. Οἱ ἀρμόδιοι παρατηρηταὶ σημειώνουν ὅτι ἡ κατάστασις εἶναι ἐξαιρετικῶς λεπτὴ καὶ ὅτι ἡ κυβέρνησις τῆς Ἰαπωνίας καταβάλλει προσπαθείας διὰ τὴν ἀποκατάστασιν τῆς τάξεως. [1006, 546, 1253, 705]
lead-subtitle-right: Ὁ ἀρχηγὸς τῶν Φιλελευθέρων ἐζήτησε νὰ ἐπισκεφθῆ τὸν Ρῶσσον πατριάρχην [1031, 273, 1511, 356]
body-paragraph: ΟΥΑΣΙΓΚΤΩΝ, 11. (Ρώυτερ). — Ὁ πρόεδρος Αϊζενχάουερ ἐπιστρέφει σήμερον εἰς τὸν Λευκὸν Οἶκον μετὰ ἀπὸ συνομιλίας μὲ τὸν ὑπουργὸν τῶν Ἐξωτερικῶν. Τὸ πρόγραμμα τῆς περιοδείας παραμένει ἀμετάβλητον καὶ αἱ ἀρμόδιαι ὑπηρεσίαι ἀναμένουν νεώτερας πληροφορίας ἐκ Τοκίου. Κατὰ τὰς πληροφορίας τῶν διπλωματικῶν κύκλων, ἡ ἐπίσκεψις θεωρεῖται ἐπικίνδυνον ἐγχείρημα, δεδομένου ὅτι αἱ διαδηλώσεις συνεχίζονται καὶ αἱ ἀρχαὶ δὲν δύνανται νὰ ἐγγυηθοῦν πλήρως τὴν ἀσφάλειαν τοῦ Προέδρου. Οἱ ἀρμόδιοι παρατηρηταὶ σημειώνουν ὅτι ἡ κατάστασις εἶναι ἐξαιρετικῶς λεπτὴ καὶ ὅτι ἡ κυβέρνησις τῆς Ἰαπωνίας καταβάλλει προσπαθείας διὰ τὴν ἀποκατάστασιν τῆς τάξεως. [46, 1265, 420, 1836]
subhead: ΤΟ ΤΕΛΙΚΟΝ ΠΡΟΓΡΑΜΜΑ [48, 633, 225, 648]
newspaper-page [17, 17, 1511, 2423]
subhead: ΠΡΟ ΤΗΣ ΔΙΑΙΤΗΣ [269, 1441, 388, 1456]
seal-icon: ☀ [982, 74, 1001, 110]
headline-ora: ΩΡΑ 4.30' ΠΡΩΙΝΗ ΤΗΣ ΚΥΡΙΑΚΗΣ [628, 2346, 956, 2423]
headline-symfonon: ΘΑ ΜΑΤΑΙΩΘΗ ΤΕΛΙΚΩΣ Η ΕΠΙΨΗΦΙΣΙΣ ΤΟΥ ΣΥΜΦΩΝΟΥ; [46, 825, 515, 881]
subhead: ΕΠΕΤΥΧΕΝ ΕΙΣ ΑΘΗΝΑΣ [637, 1449, 796, 1464]
headline-dikastikoi: ΟΙ ΔΙΚΑΣΤΙΚΟΙ ΥΠΑΛΛΗΛΟΙ ΑΙ ΚΗΡΥΞΟΥΝ ΑΠΕΡΓΙΑΝ [1034, 1481, 1226, 1508]
body-paragraph: ΟΥΑΣΙΓΚΤΩΝ, 11. (Ρώυτερ). — Ὁ πρόεδρος Αϊζενχάουερ ἐπιστρέφει σήμερον εἰς τὸν Λευκὸν Οἶκον μετὰ ἀπὸ συνομιλίας μὲ τὸν ὑπουργὸν τῶν Ἐξωτερικῶν. Τὸ πρόγραμμα τῆς περιοδείας παραμένει ἀμετάβλητον καὶ αἱ ἀρμόδιαι ὑπηρεσίαι ἀναμένουν νεώτερας πληροφορίας ἐκ Τοκίου. Κατὰ τὰς πληροφορίας τῶν διπλωματικῶν κύκλων, ἡ ἐπίσκεψις θεωρεῖται ἐπικίνδυνον ἐγχείρημα, δεδομένου ὅτι αἱ διαδηλώσεις συνεχίζονται καὶ αἱ ἀρχαὶ δὲν δύνανται νὰ ἐγγυηθοῦν πλήρως τὴν ἀσφάλειαν τοῦ Προέδρου. Οἱ ἀρμόδιοι παρατηρηταὶ σημειώνουν ὅτι ἡ κατάστασις εἶναι ἐξαιρετικῶς λεπτὴ καὶ ὅτι ἡ κυβέρνησις τῆς Ἰαπωνίας καταβάλλει προσπαθείας διὰ τὴν ἀποκατάστασιν τῆς τάξεως. [816, 266, 991, 492]
subhead: ΕΙΔΙΚΕΥΜΕΝΑ ΜΕΤΡΑ [256, 1679, 401, 1694]
subhead: ΟΑ ΕΠΙΣΚΕΦΘΗ ΤΟΝ ΠΑΤΡΙΑΡΧΗΝ [1273, 544, 1503, 559]
body-paragraph: ΟΥΑΣΙΓΚΤΩΝ, 11. (Ρώυτερ). — Ὁ πρόεδρος Αϊζενχάουερ ἐπιστρέφει σήμερον εἰς τὸν Λευκὸν Οἶκον μετὰ ἀπὸ συνομιλίας μὲ τὸν ὑπουργὸν τῶν Ἐξωτερικῶν. Τὸ πρόγραμμα τῆς περιοδείας παραμένει ἀμετάβλητον καὶ αἱ ἀρμόδιαι ὑπηρεσίαι ἀναμένουν νεώτερας πληροφορίας ἐκ Τοκίου. Κατὰ τὰς πληροφορίας τῶν διπλωματικῶν κύκλων, ἡ ἐπίσκεψις θεωρεῖται ἐπικίνδυνον ἐγχείρημα, δεδομένου ὅτι αἱ διαδηλώσεις συνεχίζονται καὶ αἱ ἀρχαὶ δὲν δύνανται νὰ ἐγγυηθοῦν πλήρως τὴν ἀσφάλειαν τοῦ Προέδρου. Οἱ ἀρμόδιοι παρατηρηταὶ σημειώνουν ὅτι ἡ κατάστασις εἶναι ἐξαιρετικῶς λεπτὴ καὶ ὅτι ἡ κυβέρνησις τῆς Ἰαπωνίας καταβάλλει προσπαθείας διὰ τὴν ἀποκατάστασιν τῆς τάξεως. [628, 1216, 804, 1443]
headline-eleftherotypia: ΤΟ ΘΕΜΑ ΤΗΣ ΕΛΕΥΘΕΡΟΤΥΠΙΑΣ ΕΙΣ ΤΗΝ ΝΟΤ. ΑΦΡΙΚΗΝ ΘΑ ΣΥΖΗΤΗΘΗ ΚΑΤΑ ΤΗΝ ΔΙΑΣΚΕΨΙΝ ΕΝΩΣΕΩΝ ΤΥΠΟΥ [628, 2159, 985, 2225]
lead-subtitle-left: Αμετάβλητον παραμένει τὸ πρόγραμμα τῆς περιοδείας [132, 383, 604, 404]
body-paragraph: ΟΥΑΣΙΓΚΤΩΝ, 11. (Ρώυτερ). — Ὁ πρόεδρος Αϊζενχάουερ ἐπιστρέφει σήμερον εἰς τὸν Λευκὸν Οἶκον μετὰ ἀπὸ συνομιλίας μὲ τὸν ὑπουργὸν τῶν Ἐξωτερικῶν. Τὸ πρόγραμμα τῆς περιοδείας παραμένει ἀμετάβλητον καὶ αἱ ἀρμόδιαι ὑπηρεσίαι ἀναμένουν νεώτερας πληροφορίας ἐκ Τοκίου. Κατὰ τὰς πληροφορίας τῶν διπλωματικῶν κύκλων, ἡ ἐπίσκεψις θεωρεῖται ἐπικίνδυνον ἐγχείρημα, δεδομένου ὅτι αἱ διαδηλώσεις συνεχίζονται καὶ αἱ ἀρχαὶ δὲν δύνανται νὰ ἐγγυηθοῦν πλήρως τὴν ἀσφάλειαν τοῦ Προέδρου. Οἱ ἀρμόδιοι παρατηρηταὶ σημειώνουν ὅτι ἡ κατάστασις εἶναι ἐξαιρετικῶς λεπτὴ καὶ ὅτι ἡ κυβέρνησις τῆς Ἰαπωνίας καταβάλλει προσπαθείας διὰ τὴν ἀποκατάστασιν τῆς τάξεως. [46, 879, 228, 1094]
headline-anasxhmatismos: ΑΝΑΜΕΝΕΤΑΙ ΑΝΑΣΧΗΜΑΤΙΣΜΟΣ [1022, 1671, 1238, 1686]
lead-story-right-body [1006, 365, 1511, 720]
subhead: ΕΙΣ ΑΘΗΝΑΣ ΚΑΙ ΠΕΙΡΑΙΑ [818, 1214, 988, 1229]
headline-krousteef: ΜΙΑ ΝΕΑ ΔΙΑΣΚΕΨΙΣ ΕΙΠΕΝ Ο Κ. ΚΡΟΥΣΤΣΕΦ ΠΙΘΑΝΟΝ ΝΑ ΕΧΗ ΘΕΤΙΚΑ ΑΠΟΤΕΛΕΣΜΑΤΑ [1006, 736, 1487, 791]
subhead: ΣΧΟΛΙΑ ΤΗΣ «ΠΡΑΒΔΑ» [58, 1100, 216, 1115]
body-paragraph: ΟΥΑΣΙΓΚΤΩΝ, 11. (Ρώυτερ). — Ὁ πρόεδρος Αϊζενχάουερ ἐπιστρέφει σήμερον εἰς τὸν Λευκὸν Οἶκον μετὰ ἀπὸ συνομιλίας μὲ τὸν ὑπουργὸν τῶν Ἐξωτερικῶν. Τὸ πρόγραμμα τῆς περιοδείας παραμένει ἀμετάβλητον καὶ αἱ ἀρμόδιαι ὑπηρεσίαι ἀναμένουν νεώτερας πληροφορίας ἐκ Τοκίου. Κατὰ τὰς πληροφορίας τῶν διπλωματικῶν κύκλων, ἡ ἐπίσκεψις θεωρεῖται ἐπικίνδυνον ἐγχείρημα, δεδομένου ὅτι αἱ διαδηλώσεις συνεχίζονται καὶ αἱ ἀρχαὶ δὲν δύνανται νὰ ἐγγυηθοῦν πλήρως τὴν ἀσφάλειαν τοῦ Προέδρου. Οἱ ἀρμόδιοι παρατηρηταὶ σημειώνουν ὅτι ἡ κατάστασις εἶναι ἐξαιρετικῶς λεπτὴ καὶ ὅτι ἡ κυβέρνησις τῆς Ἰαπωνίας καταβάλλει προσπαθείας διὰ τὴν ἀποκατάστασιν τῆς τάξεως. [1264, 898, 1511, 1057]
body-paragraph: ΟΥΑΣΙΓΚΤΩΝ, 11. (Ρώυτερ). — Ὁ πρόεδρος Αϊζενχάουερ ἐπιστρέφει σήμερον εἰς τὸν Λευκὸν Οἶκον μετὰ ἀπὸ συνομιλίας μὲ τὸν ὑπουργὸν τῶν Ἐξωτερικῶν. Τὸ πρόγραμμα τῆς περιοδείας παραμένει ἀμετάβλητον καὶ αἱ ἀρμόδιαι ὑπηρεσίαι ἀναμένουν νεώτερας πληροφορίας ἐκ Τοκίου. Κατὰ τὰς πληροφορίας τῶν διπλωματικῶν κύκλων, ἡ ἐπίσκεψις θεωρεῖται ἐπικίνδυνον ἐγχείρημα, δεδομένου ὅτι αἱ διαδηλώσεις συνεχίζονται καὶ αἱ ἀρχαὶ δὲν δύνανται νὰ ἐγγυηθοῦν πλήρως τὴν ἀσφάλειαν τοῦ Προέδρου. Οἱ ἀρμόδιοι παρατηρηταὶ σημειώνουν ὅτι ἡ κατάστασις εἶναι ἐξαιρετικῶς λεπτὴ καὶ ὅτι ἡ κυβέρνησις τῆς Ἰαπωνίας καταβάλλει προσπαθείας διὰ τὴν ἀποκατάστασιν τῆς τάξεως. [1264, 1209, 1511, 1367]
subhead-label: ΣΥΝΕΧΕΙΑ [133, 1274, 201, 1289]
story-krousteef-body [1006, 790, 1511, 881]
headline-ptomata: ΑΝΕΥΡΕΘΗΣΑΝ ΚΑΙ ΑΛΛΑ ΕΝΝΕΑ ΠΤΩΜΑΤΑ [628, 215, 923, 260]
body-paragraph: ΟΥΑΣΙΓΚΤΩΝ, 11. (Ρώυτερ). — Ὁ πρόεδρος Αϊζενχάουερ ἐπιστρέφει σήμερον εἰς τὸν Λευκὸν Οἶκον μετὰ ἀπὸ συνομιλίας μὲ τὸν ὑπουργὸν τῶν Ἐξωτερικῶν. Τὸ πρόγραμμα τῆς περιοδείας παραμένει ἀμετάβλητον καὶ αἱ ἀρμόδιαι ὑπηρεσίαι ἀναμένουν νεώτερας πληροφορίας ἐκ Τοκίου. Κατὰ τὰς πληροφορίας τῶν διπλωματικῶν κύκλων, ἡ ἐπίσκεψις θεωρεῖται ἐπικίνδυνον ἐγχείρημα, δεδομένου ὅτι αἱ διαδηλώσεις συνεχίζονται καὶ αἱ ἀρχαὶ δὲν δύνανται νὰ ἐγγυηθοῦν πλήρως τὴν ἀσφάλειαν τοῦ Προέδρου. Οἱ ἀρμόδιοι παρατηρηταὶ σημειώνουν ὅτι ἡ κατάστασις εἶναι ἐξαιρετικῶς λεπτὴ καὶ ὅτι ἡ κυβέρνησις τῆς Ἰαπωνίας καταβάλλει προσπαθείας διὰ τὴν ἀποκατάστασιν τῆς τάξεως. [628, 1768, 991, 2142]
story-bagiar-body [628, 266, 991, 492]
headline-xogk-kogk: 34 ΟΙ ΝΕΚΡΟΙ ΚΑΙ 15.000 ΟΙ ΑΣΤΕΓΟΙ ΣΥΝΕΠΕΙΑ ΤΥΦΩΝΟΣ ΕΙΣ ΧΟΓΚ ΚΟΓΚ [628, 1725, 959, 1770]
headline-agre: ΚΑΤΑΡΡΕΥΣΙΝ ΤΩΝ ΕΞΑΓΩΓΙΚΩΝ ΕΠΙΧΕΙΡΗΣΕΩΝ ΘΑ ΠΡΟΚΑΛΕΣΗ Η ΔΗΜΙΟΥΡΓΙΑ ΤΗΣ «ΑΓΡΕ» [628, 959, 932, 1024]
section-tokio [46, 1206, 611, 1837]
body-paragraph: ΟΥΑΣΙΓΚΤΩΝ, 11. (Ρώυτερ). — Ὁ πρόεδρος Αϊζενχάουερ ἐπιστρέφει σήμερον εἰς τὸν Λευκὸν Οἶκον μετὰ ἀπὸ συνομιλίας μὲ τὸν ὑπουργὸν τῶν Ἐξωτερικῶν. Τὸ πρόγραμμα τῆς περιοδείας παραμένει ἀμετάβλητον καὶ αἱ ἀρμόδιαι ὑπηρεσίαι ἀναμένουν νεώτερας πληροφορίας ἐκ Τοκίου. Κατὰ τὰς πληροφορίας τῶν διπλωματικῶν κύκλων, ἡ ἐπίσκεψις θεωρεῖται ἐπικίνδυνον ἐγχείρημα, δεδομένου ὅτι αἱ διαδηλώσεις συνεχίζονται καὶ αἱ ἀρχαὶ δὲν δύνανται νὰ ἐγγυηθοῦν πλήρως τὴν ἀσφάλειαν τοῦ Προέδρου. Οἱ ἀρμόδιοι παρατηρηταὶ σημειώνουν ὅτι ἡ κατάστασις εἶναι ἐξαιρετικῶς λεπτὴ καὶ ὅτι ἡ κυβέρνησις τῆς Ἰαπωνίας καταβάλλει προσπαθείας διὰ τὴν ἀποκατάστασιν τῆς τάξεως. [1264, 1951, 1511, 2110]
right-column [1006, 62, 1511, 2338]
body-paragraph: ΟΥΑΣΙΓΚΤΩΝ, 11. (Ρώυτερ). — Ὁ πρόεδρος Αϊζενχάουερ ἐπιστρέφει σήμερον εἰς τὸν Λευκὸν Οἶκον μετὰ ἀπὸ συνομιλίας μὲ τὸν ὑπουργὸν τῶν Ἐξωτερικῶν. Τὸ πρόγραμμα τῆς περιοδείας παραμένει ἀμετάβλητον καὶ αἱ ἀρμόδιαι ὑπηρεσίαι ἀναμένουν νεώτερας πληροφορίας ἐκ Τοκίου. Κατὰ τὰς πληροφορίας τῶν διπλωματικῶν κύκλων, ἡ ἐπίσκεψις θεωρεῖται ἐπικίνδυνον ἐγχείρημα, δεδομένου ὅτι αἱ διαδηλώσεις συνεχίζονται καὶ αἱ ἀρχαὶ δὲν δύνανται νὰ ἐγγυηθοῦν πλήρως τὴν ἀσφάλειαν τοῦ Προέδρου. Οἱ ἀρμόδιοι παρατηρηταὶ σημειώνουν ὅτι ἡ κατάστασις εἶναι ἐξαιρετικῶς λεπτὴ καὶ ὅτι ἡ κυβέρνησις τῆς Ἰαπωνίας καταβάλλει προσπαθείας διὰ τὴν ἀποκατάστασιν τῆς τάξεως. [628, 1768, 804, 1995]
headline-tektones: ΚΛΕΙΣΤΑΙ ΕΙΣ ΤΟΥΡΚΙΑΝ ΑΙ ΣΤΟΑΙ ΤΩΝ ΤΕΚΤΟΝΩΝ [1007, 1848, 1252, 1876]
makarios-column [1006, 899, 1253, 2211]
subhead: ΚΑΙ ΕΙΣ ΠΑΤΡΑΣ [850, 1464, 957, 1479]
column-rule [621, 73, 622, 2209]
section-eleftherotypia [628, 2152, 991, 2336]
body-paragraph: ΟΥΑΣΙΓΚΤΩΝ, 11. (Ρώυτερ). — Ὁ πρόεδρος Αϊζενχάουερ ἐπιστρέφει σήμερον εἰς τὸν Λευκὸν Οἶκον μετὰ ἀπὸ συνομιλίας μὲ τὸν ὑπουργὸν τῶν Ἐξωτερικῶν. Τὸ πρόγραμμα τῆς περιοδείας παραμένει ἀμετάβλητον καὶ αἱ ἀρμόδιαι ὑπηρεσίαι ἀναμένουν νεώτερας πληροφορίας ἐκ Τοκίου. Κατὰ τὰς πληροφορίας τῶν διπλωματικῶν κύκλων, ἡ ἐπίσκεψις θεωρεῖται ἐπικίνδυνον ἐγχείρημα, δεδομένου ὅτι αἱ διαδηλώσεις συνεχίζονται καὶ αἱ ἀρχαὶ δὲν δύνανται νὰ ἐγγυηθοῦν πλήρως τὴν ἀσφάλειαν τοῦ Προέδρου. Οἱ ἀρμόδιοι παρατηρηταὶ σημειώνουν ὅτι ἡ κατάστασις εἶναι ἐξαιρετικῶς λεπτὴ καὶ ὅτι ἡ κυβέρνησις τῆς Ἰαπωνίας καταβάλλει προσπαθείας διὰ τὴν ἀποκατάστασιν τῆς τάξεως. [46, 1541, 228, 1757]
section-krousteef [1006, 730, 1511, 881]
subhead: ΕΔΟΘΗΣΑΝ ΕΓΓΥΗΣΕΙΣ [444, 1350, 597, 1366]
body-paragraph: ΟΥΑΣΙΓΚΤΩΝ, 11. (Ρώυτερ). — Ὁ πρόεδρος Αϊζενχάουερ ἐπιστρέφει σήμερον εἰς τὸν Λευκὸν Οἶκον μετὰ ἀπὸ συνομιλίας μὲ τὸν ὑπουργὸν τῶν Ἐξωτερικῶν. Τὸ πρόγραμμα τῆς περιοδείας παραμένει ἀμετάβλητον καὶ αἱ ἀρμόδιαι ὑπηρεσίαι ἀναμένουν νεώτερας πληροφορίας ἐκ Τοκίου. Κατὰ τὰς πληροφορίας τῶν διπλωματικῶν κύκλων, ἡ ἐπίσκεψις θεωρεῖται ἐπικίνδυνον ἐγχείρημα, δεδομένου ὅτι αἱ διαδηλώσεις συνεχίζονται καὶ αἱ ἀρχαὶ δὲν δύνανται νὰ ἐγγυηθοῦν πλήρως τὴν ἀσφάλειαν τοῦ Προέδρου. Οἱ ἀρμόδιοι παρατηρηταὶ σημειώνουν ὅτι ἡ κατάστασις εἶναι ἐξαιρετικῶς λεπτὴ καὶ ὅτι ἡ κυβέρνησις τῆς Ἰαπωνίας καταβάλλει προσπαθείας διὰ τὴν ἀποκατάστασιν τῆς τάξεως. [1006, 1507, 1253, 1666]
body-paragraph: ΟΥΑΣΙΓΚΤΩΝ, 11. (Ρώυτερ). — Ὁ πρόεδρος Αϊζενχάουερ ἐπιστρέφει σήμερον εἰς τὸν Λευκὸν Οἶκον μετὰ ἀπὸ συνομιλίας μὲ τὸν ὑπουργὸν τῶν Ἐξωτερικῶν. Τὸ πρόγραμμα τῆς περιοδείας παραμένει ἀμετάβλητον καὶ αἱ ἀρμόδιαι ὑπηρεσίαι ἀναμένουν νεώτερας πληροφορίας ἐκ Τοκίου. Κατὰ τὰς πληροφορίας τῶν διπλωματικῶν κύκλων, ἡ ἐπίσκεψις θεωρεῖται ἐπικίνδυνον ἐγχείρημα, δεδομένου ὅτι αἱ διαδηλώσεις συνεχίζονται καὶ αἱ ἀρχαὶ δὲν δύνανται νὰ ἐγγυηθοῦν πλήρως τὴν ἀσφάλειαν τοῦ Προέδρου. Οἱ ἀρμόδιοι παρατηρηταὶ σημειώνουν ὅτι ἡ κατάστασις εἶναι ἐξαιρετικῶς λεπτὴ καὶ ὅτι ἡ κυβέρνησις τῆς Ἰαπωνίας καταβάλλει προσπαθείας διὰ τὴν ἀποκατάστασιν τῆς τάξεως. [1006, 1685, 1253, 1844]
subhead: ΕΜΑΤΑΙΩΘΗ Η ΣΥΝΑΝΤΗΣΙΣ [88, 1513, 185, 1539]
headline-kallas: ΑΝΕΒΛΗΘΗ Η ΕΚΔΙΚΑΣΙΣ ΤΗΣ ΑΓΩΓΗΣ ΤΗΣ ΚΑΛΛΑΣ ΚΑΤΑ ΤΗΣ ΟΠΕΡΑΣ ΡΩΜΗΣ [1264, 1888, 1505, 1953]
story-symfonon-body [46, 879, 611, 1196]
section-symfonon [46, 819, 611, 1197]
subhead: ΟΙ ΔΕΣΜΟΙ ΕΛΛΑΔΟΣ — ΡΩΣΣΙΑΣ [1021, 529, 1239, 544]
body-paragraph: ΟΥΑΣΙΓΚΤΩΝ, 11. (Ρώυτερ). — Ὁ πρόεδρος Αϊζενχάουερ ἐπιστρέφει σήμερον εἰς τὸν Λευκὸν Οἶκον μετὰ ἀπὸ συνομιλίας μὲ τὸν ὑπουργὸν τῶν Ἐξωτερικῶν. Τὸ πρόγραμμα τῆς περιοδείας παραμένει ἀμετάβλητον καὶ αἱ ἀρμόδιαι ὑπηρεσίαι ἀναμένουν νεώτερας πληροφορίας ἐκ Τοκίου. Κατὰ τὰς πληροφορίας τῶν διπλωματικῶν κύκλων, ἡ ἐπίσκεψις θεωρεῖται ἐπικίνδυνον ἐγχείρημα, δεδομένου ὅτι αἱ διαδηλώσεις συνεχίζονται καὶ αἱ ἀρχαὶ δὲν δύνανται νὰ ἐγγυηθοῦν πλήρως τὴν ἀσφάλειαν τοῦ Προέδρου. Οἱ ἀρμόδιοι παρατηρηταὶ σημειώνουν ὅτι ἡ κατάστασις εἶναι ἐξαιρετικῶς λεπτὴ καὶ ὅτι ἡ κυβέρνησις τῆς Ἰαπωνίας καταβάλλει προσπαθείας διὰ τὴν ἀποκατάστασιν τῆς τάξεως. [1264, 1498, 1511, 1657]
story-agre-body [628, 1023, 991, 1137]
body-paragraph: ΟΥΑΣΙΓΚΤΩΝ, 11. (Ρώυτερ). — Ὁ πρόεδρος Αϊζενχάουερ ἐπιστρέφει σήμερον εἰς τὸν Λευκὸν Οἶκον μετὰ ἀπὸ συνομιλίας μὲ τὸν ὑπουργὸν τῶν Ἐξωτερικῶν. Τὸ πρόγραμμα τῆς περιοδείας παραμένει ἀμετάβλητον καὶ αἱ ἀρμόδιαι ὑπηρεσίαι ἀναμένουν νεώτερας πληροφορίας ἐκ Τοκίου. Κατὰ τὰς πληροφορίας τῶν διπλωματικῶν κύκλων, ἡ ἐπίσκεψις θεωρεῖται ἐπικίνδυνον ἐγχείρημα, δεδομένου ὅτι αἱ διαδηλώσεις συνεχίζονται καὶ αἱ ἀρχαὶ δὲν δύνανται νὰ ἐγγυηθοῦν πλήρως τὴν ἀσφάλειαν τοῦ Προέδρου. Οἱ ἀρμόδιοι παρατηρηταὶ σημειώνουν ὅτι ἡ κατάστασις εἶναι ἐξαιρετικῶς λεπτὴ καὶ ὅτι ἡ κυβέρνησις τῆς Ἰαπωνίας καταβάλλει προσπαθείας διὰ τὴν ἀποκατάστασιν τῆς τάξεως. [46, 1292, 228, 1507]
section-makarios [1006, 890, 1511, 2337]
headline-arktos: ΧΩΡΙΚΟΙ ΕΔΩΣΑΝ ΜΑΧΗΝ ΜΕ ΑΡΚΤΟΝ ΤΗΝ ΟΠΟΙΑΝ ΤΕΛΙΚΩΣ ΕΦΟΝΕΥΣΑΝ [1264, 1661, 1494, 1727]
body-paragraph: ΟΥΑΣΙΓΚΤΩΝ, 11. (Ρώυτερ). — Ὁ πρόεδρος Αϊζενχάουερ ἐπιστρέφει σήμερον εἰς τὸν Λευκὸν Οἶκον μετὰ ἀπὸ συνομιλίας μὲ τὸν ὑπουργὸν τῶν Ἐξωτερικῶν. Τὸ πρόγραμμα τῆς περιοδείας παραμένει ἀμετάβλητον καὶ αἱ ἀρμόδιαι ὑπηρεσίαι ἀναμένουν νεώτερας πληροφορίας ἐκ Τοκίου. Κατὰ τὰς πληροφορίας τῶν διπλωματικῶν κύκλων, ἡ ἐπίσκεψις θεωρεῖται ἐπικίνδυνον ἐγχείρημα, δεδομένου ὅτι αἱ διαδηλώσεις συνεχίζονται καὶ αἱ ἀρχαὶ δὲν δύνανται νὰ ἐγγυηθοῦν πλήρως τὴν ἀσφάλειαν τοῦ Προέδρου. Οἱ ἀρμόδιοι παρατηρηταὶ σημειώνουν ὅτι ἡ κατάστασις εἶναι ἐξαιρετικῶς λεπτὴ καὶ ὅτι ἡ κυβέρνησις τῆς Ἰαπωνίας καταβάλλει προσπαθείας διὰ τὴν ἀποκατάστασιν τῆς τάξεως. [238, 1458, 420, 1674]
body-paragraph: ΟΥΑΣΙΓΚΤΩΝ, 11. (Ρώυτερ). — Ὁ πρόεδρος Αϊζενχάουερ ἐπιστρέφει σήμερον εἰς τὸν Λευκὸν Οἶκον μετὰ ἀπὸ συνομιλίας μὲ τὸν ὑπουργὸν τῶν Ἐξωτερικῶν. Τὸ πρόγραμμα τῆς περιοδείας παραμένει ἀμετάβλητον καὶ αἱ ἀρμόδιαι ὑπηρεσίαι ἀναμένουν νεώτερας πληροφορίας ἐκ Τοκίου. Κατὰ τὰς πληροφορίας τῶν διπλωματικῶν κύκλων, ἡ ἐπίσκεψις θεωρεῖται ἐπικίνδυνον ἐγχείρημα, δεδομένου ὅτι αἱ διαδηλώσεις συνεχίζονται καὶ αἱ ἀρχαὶ δὲν δύνανται νὰ ἐγγυηθοῦν πλήρως τὴν ἀσφάλειαν τοῦ Προέδρου. Οἱ ἀρμόδιοι παρατηρηταὶ σημειώνουν ὅτι ἡ κατάστασις εἶναι ἐξαιρετικῶς λεπτὴ καὶ ὅτι ἡ κυβέρνησις τῆς Ἰαπωνίας καταβάλλει προσπαθείας διὰ τὴν ἀποκατάστασιν τῆς τάξεως. [430, 582, 611, 798]
headline-iatroi: ΟΙ ΙΑΤΡΟΙ ΤΩΝ ΑΘΗΝΩΝ ΚΑΙ ΤΟΥ ΠΕΙΡΑΙΩΣ ΣΥΝΕΧΙΣΑΝ ΜΕ ΕΠΙΤΥΧΙΑΝ ΤΗΝ ΑΠΕΡΓΙΑΝ ΤΩΝ [628, 1153, 957, 1218]
body-paragraph: ΟΥΑΣΙΓΚΤΩΝ, 11. (Ρώυτερ). — Ὁ πρόεδρος Αϊζενχάουερ ἐπιστρέφει σήμερον εἰς τὸν Λευκὸν Οἶκον μετὰ ἀπὸ συνομιλίας μὲ τὸν ὑπουργὸν τῶν Ἐξωτερικῶν. Τὸ πρόγραμμα τῆς περιοδείας παραμένει ἀμετάβλητον καὶ αἱ ἀρμόδιαι ὑπηρεσίαι ἀναμένουν νεώτερας πληροφορίας ἐκ Τοκίου. Κατὰ τὰς πληροφορίας τῶν διπλωματικῶν κύκλων, ἡ ἐπίσκεψις θεωρεῖται ἐπικίνδυνον ἐγχείρημα, δεδομένου ὅτι αἱ διαδηλώσεις συνεχίζονται καὶ αἱ ἀρχαὶ δὲν δύνανται νὰ ἐγγυηθοῦν πλήρως τὴν ἀσφάλειαν τοῦ Προέδρου. Οἱ ἀρμόδιοι παρατηρηταὶ σημειώνουν ὅτι ἡ κατάστασις εἶναι ἐξαιρετικῶς λεπτὴ καὶ ὅτι ἡ κυβέρνησις τῆς Ἰαπωνίας καταβάλλει προσπαθείας διὰ τὴν ἀποκατάστασιν τῆς τάξεως. [238, 1265, 611, 1832]
body-paragraph: ΟΥΑΣΙΓΚΤΩΝ, 11. (Ρώυτερ). — Ὁ πρόεδρος Αϊζενχάουερ ἐπιστρέφει σήμερον εἰς τὸν Λευκὸν Οἶκον μετὰ ἀπὸ συνομιλίας μὲ τὸν ὑπουργὸν τῶν Ἐξωτερικῶν. Τὸ πρόγραμμα τῆς περιοδείας παραμένει ἀμετάβλητον καὶ αἱ ἀρμόδιαι ὑπηρεσίαι ἀναμένουν νεώτερας πληροφορίας ἐκ Τοκίου. Κατὰ τὰς πληροφορίας τῶν διπλωματικῶν κύκλων, ἡ ἐπίσκεψις θεωρεῖται ἐπικίνδυνον ἐγχείρημα, δεδομένου ὅτι αἱ διαδηλώσεις συνεχίζονται καὶ αἱ ἀρχαὶ δὲν δύνανται νὰ ἐγγυηθοῦν πλήρως τὴν ἀσφάλειαν τοῦ Προέδρου. Οἱ ἀρμόδιοι παρατηρηταὶ σημειώνουν ὅτι ἡ κατάστασις εἶναι ἐξαιρετικῶς λεπτὴ καὶ ὅτι ἡ κυβέρνησις τῆς Ἰαπωνίας καταβάλλει προσπαθείας διὰ τὴν ἀποκατάστασιν τῆς τάξεως. [1006, 1317, 1253, 1476]
body-paragraph: ΟΥΑΣΙΓΚΤΩΝ, 11. (Ρώυτερ). — Ὁ πρόεδρος Αϊζενχάουερ ἐπιστρέφει σήμερον εἰς τὸν Λευκὸν Οἶκον μετὰ ἀπὸ συνομιλίας μὲ τὸν ὑπουργὸν τῶν Ἐξωτερικῶν. Τὸ πρόγραμμα τῆς περιοδείας παραμένει ἀμετάβλητον καὶ αἱ ἀρμόδιαι ὑπηρεσίαι ἀναμένουν νεώτερας πληροφορίας ἐκ Τοκίου. Κατὰ τὰς πληροφορίας τῶν διπλωματικῶν κύκλων, ἡ ἐπίσκεψις θεωρεῖται ἐπικίνδυνον ἐγχείρημα, δεδομένου ὅτι αἱ διαδηλώσεις συνεχίζονται καὶ αἱ ἀρχαὶ δὲν δύνανται νὰ ἐγγυηθοῦν πλήρως τὴν ἀσφάλειαν τοῦ Προέδρου. Οἱ ἀρμόδιοι παρατηρηταὶ σημειώνουν ὅτι ἡ κατάστασις εἶναι ἐξαιρετικῶς λεπτὴ καὶ ὅτι ἡ κυβέρνησις τῆς Ἰαπωνίας καταβάλλει προσπαθείας διὰ τὴν ἀποκατάστασιν τῆς τάξεως. [628, 829, 991, 942]
body-paragraph: ΟΥΑΣΙΓΚΤΩΝ, 11. (Ρώυτερ). — Ὁ πρόεδρος Αϊζενχάουερ ἐπιστρέφει σήμερον εἰς τὸν Λευκὸν Οἶκον μετὰ ἀπὸ συνομιλίας μὲ τὸν ὑπουργὸν τῶν Ἐξωτερικῶν. Τὸ πρόγραμμα τῆς περιοδείας παραμένει ἀμετάβλητον καὶ αἱ ἀρμόδιαι ὑπηρεσίαι ἀναμένουν νεώτερας πληροφορίας ἐκ Τοκίου. Κατὰ τὰς πληροφορίας τῶν διπλωματικῶν κύκλων, ἡ ἐπίσκεψις θεωρεῖται ἐπικίνδυνον ἐγχείρημα, δεδομένου ὅτι αἱ διαδηλώσεις συνεχίζονται καὶ αἱ ἀρχαὶ δὲν δύνανται νὰ ἐγγυηθοῦν πλήρως τὴν ἀσφάλειαν τοῦ Προέδρου. Οἱ ἀρμόδιοι παρατηρηταὶ σημειώνουν ὅτι ἡ κατάστασις εἶναι ἐξαιρετικῶς λεπτὴ καὶ ὅτι ἡ κυβέρνησις τῆς Ἰαπωνίας καταβάλλει προσπαθείας διὰ τὴν ἀποκατάστασιν τῆς τάξεως. [816, 1481, 991, 1708]
headline-kideia: ΚΗΔΕΙΑ [1105, 2038, 1155, 2054]
body-paragraph: ΟΥΑΣΙΓΚΤΩΝ, 11. (Ρώυτερ). — Ὁ πρόεδρος Αϊζενχάουερ ἐπιστρέφει σήμερον εἰς τὸν Λευκὸν Οἶκον μετὰ ἀπὸ συνομιλίας μὲ τὸν ὑπουργὸν τῶν Ἐξωτερικῶν. Τὸ πρόγραμμα τῆς περιοδείας παραμένει ἀμετάβλητον καὶ αἱ ἀρμόδιαι ὑπηρεσίαι ἀναμένουν νεώτερας πληροφορίας ἐκ Τοκίου. Κατὰ τὰς πληροφορίας τῶν διπλωματικῶν κύκλων, ἡ ἐπίσκεψις θεωρεῖται ἐπικίνδυνον ἐγχείρημα, δεδομένου ὅτι αἱ διαδηλώσεις συνεχίζονται καὶ αἱ ἀρχαὶ δὲν δύνανται νὰ ἐγγυηθοῦν πλήρως τὴν ἀσφάλειαν τοῦ Προέδρου. Οἱ ἀρμόδιοι παρατηρηταὶ σημειώνουν ὅτι ἡ κατάστασις εἶναι ἐξαιρετικῶς λεπτὴ καὶ ὅτι ἡ κυβέρνησις τῆς Ἰαπωνίας καταβάλλει προσπαθείας διὰ τὴν ἀποκατάστασιν τῆς τάξεως. [628, 1466, 804, 1693]
subhead: ΠΡΟΕΤΟΙΜΑΖΕΤΑΙ ΥΠΟΔΟΧΗ [460, 554, 582, 580]
story-epigrafai-body [46, 1897, 611, 2033]
body-paragraph: ΟΥΑΣΙΓΚΤΩΝ, 11. (Ρώυτερ). — Ὁ πρόεδρος Αϊζενχάουερ ἐπιστρέφει σήμερον εἰς τὸν Λευκὸν Οἶκον μετὰ ἀπὸ συνομιλίας μὲ τὸν ὑπουργὸν τῶν Ἐξωτερικῶν. Τὸ πρόγραμμα τῆς περιοδείας παραμένει ἀμετάβλητον καὶ αἱ ἀρμόδιαι ὑπηρεσίαι ἀναμένουν νεώτερας πληροφορίας ἐκ Τοκίου. Κατὰ τὰς πληροφορίας τῶν διπλωματικῶν κύκλων, ἡ ἐπίσκεψις θεωρεῖται ἐπικίνδυνον ἐγχείρημα, δεδομένου ὅτι αἱ διαδηλώσεις συνεχίζονται καὶ αἱ ἀρχαὶ δὲν δύνανται νὰ ἐγγυηθοῦν πλήρως τὴν ἀσφάλειαν τοῦ Προέδρου. Οἱ ἀρμόδιοι παρατηρηταὶ σημειώνουν ὅτι ἡ κατάστασις εἶναι ἐξαιρετικῶς λεπτὴ καὶ ὅτι ἡ κυβέρνησις τῆς Ἰαπωνίας καταβάλλει προσπαθείας διὰ τὴν ἀποκατάστασιν τῆς τάξεως. [1006, 2053, 1253, 2211]
body-paragraph: ΟΥΑΣΙΓΚΤΩΝ, 11. (Ρώυτερ). — Ὁ πρόεδρος Αϊζενχάουερ ἐπιστρέφει σήμερον εἰς τὸν Λευκὸν Οἶκον μετὰ ἀπὸ συνομιλίας μὲ τὸν ὑπουργὸν τῶν Ἐξωτερικῶν. Τὸ πρόγραμμα τῆς περιοδείας παραμένει ἀμετάβλητον καὶ αἱ ἀρμόδιαι ὑπηρεσίαι ἀναμένουν νεώτερας πληροφορίας ἐκ Τοκίου. Κατὰ τὰς πληροφορίας τῶν διπλωματικῶν κύκλων, ἡ ἐπίσκεψις θεωρεῖται ἐπικίνδυνον ἐγχείρημα, δεδομένου ὅτι αἱ διαδηλώσεις συνεχίζονται καὶ αἱ ἀρχαὶ δὲν δύνανται νὰ ἐγγυηθοῦν πλήρως τὴν ἀσφάλειαν τοῦ Προέδρου. Οἱ ἀρμόδιοι παρατηρηταὶ σημειώνουν ὅτι ἡ κατάστασις εἶναι ἐξαιρετικῶς λεπτὴ καὶ ὅτι ἡ κυβέρνησις τῆς Ἰαπωνίας καταβάλλει προσπαθείας διὰ τὴν ἀποκατάστασιν τῆς τάξεως. [238, 2092, 611, 2240]
headline-pineios: ΕΠΙΓΗΣΑΝ ΕΙΣ ΤΟΝ ΠΗΝΕΙΟΝ ΕΙΣ ΔΟΚΙΜΟΣ ΚΑΙ ΕΙΣ ΣΤΡΑΤΙΩΤΗΣ [1024, 1100, 1235, 1128]
subhead: Ο ΚΑΘΟΡΙΣΜΟΣ ΤΟΥ ΧΑΓΚΕΡΤΥ [452, 1589, 591, 1615]
body-paragraph: ΟΥΑΣΙΓΚΤΩΝ, 11. (Ρώυτερ). — Ὁ πρόεδρος Αϊζενχάουερ ἐπιστρέφει σήμερον εἰς τὸν Λευκὸν Οἶκον μετὰ ἀπὸ συνομιλίας μὲ τὸν ὑπουργὸν τῶν Ἐξωτερικῶν. Τὸ πρόγραμμα τῆς περιοδείας παραμένει ἀμετάβλητον καὶ αἱ ἀρμόδιαι ὑπηρεσίαι ἀναμένουν νεώτερας πληροφορίας ἐκ Τοκίου. Κατὰ τὰς πληροφορίας τῶν διπλωματικῶν κύκλων, ἡ ἐπίσκεψις θεωρεῖται ἐπικίνδυνον ἐγχείρημα, δεδομένου ὅτι αἱ διαδηλώσεις συνεχίζονται καὶ αἱ ἀρχαὶ δὲν δύνανται νὰ ἐγγυηθοῦν πλήρως τὴν ἀσφάλειαν τοῦ Προέδρου. Οἱ ἀρμόδιοι παρατηρηταὶ σημειώνουν ὅτι ἡ κατάστασις εἶναι ἐξαιρετικῶς λεπτὴ καὶ ὅτι ἡ κυβέρνησις τῆς Ἰαπωνίας καταβάλλει προσπαθείας διὰ τὴν ἀποκατάστασιν τῆς τάξεως. [46, 412, 228, 627]
headline-bagiar: ΟΙ ΜΠΑΓΙΑΡ ΚΑΙ ΜΕΝΤΕΡΕΣ ΜΕΤΗΧΘΗΣΑΝ ΕΙΣ ΤΗΝ ΕΡΗΜΟΝ ΝΗΣΙΔΑ ΓΙΑΣΥ ΑΝΤΑ ΟΠΟΥ ΘΑ ΠΑΡΑΠΕΜΦΘΟΥΝ ΕΙΣ ΔΙΚΗΝ [628, 125, 919, 211]
masthead [621, 65, 999, 118]
makarios-nasser-block [1006, 899, 1511, 2337]
subhead: ΕΠΛΗΓΗ Η ΣΚΙΝΑΒΑ [835, 1887, 971, 1902]
story-eleftherotypia-body [628, 2223, 991, 2336]
subhead: 45.000 ΑΜΕΡΙΚΑΝΙΚΟΥ ΣΤΡΑΤΟΥ [250, 1021, 407, 1047]
body-paragraph: ΟΥΑΣΙΓΚΤΩΝ, 11. (Ρώυτερ). — Ὁ πρόεδρος Αϊζενχάουερ ἐπιστρέφει σήμερον εἰς τὸν Λευκὸν Οἶκον μετὰ ἀπὸ συνομιλίας μὲ τὸν ὑπουργὸν τῶν Ἐξωτερικῶν. Τὸ πρόγραμμα τῆς περιοδείας παραμένει ἀμετάβλητον καὶ αἱ ἀρμόδιαι ὑπηρεσίαι ἀναμένουν νεώτερας πληροφορίας ἐκ Τοκίου. Κατὰ τὰς πληροφορίας τῶν διπλωματικῶν κύκλων, ἡ ἐπίσκεψις θεωρεῖται ἐπικίνδυνον ἐγχείρημα, δεδομένου ὅτι αἱ διαδηλώσεις συνεχίζονται καὶ αἱ ἀρχαὶ δὲν δύνανται νὰ ἐγγυηθοῦν πλήρως τὴν ἀσφάλειαν τοῦ Προέδρου. Οἱ ἀρμόδιοι παρατηρηταὶ σημειώνουν ὅτι ἡ κατάστασις εἶναι ἐξαιρετικῶς λεπτὴ καὶ ὅτι ἡ κυβέρνησις τῆς Ἰαπωνίας καταβάλλει προσπαθείας διὰ τὴν ἀποκατάστασιν τῆς τάξεως. [628, 1022, 991, 1136]
column-rule [999, 73, 1000, 2209]
story-xogk-kogk-body [628, 1768, 991, 2142]
subhead: ΝΑ ΣΥΜΦΗΝΙΣΘΟΥΝ ΟΙ ΜΕΓΑΛΟΙ [1278, 363, 1498, 378]
story-louros-body [628, 830, 991, 943]
body-paragraph: ΟΥΑΣΙΓΚΤΩΝ, 11. (Ρώυτερ). — Ὁ πρόεδρος Αϊζενχάουερ ἐπιστρέφει σήμερον εἰς τὸν Λευκὸν Οἶκον μετὰ ἀπὸ συνομιλίας μὲ τὸν ὑπουργὸν τῶν Ἐξωτερικῶν. Τὸ πρόγραμμα τῆς περιοδείας παραμένει ἀμετάβλητον καὶ αἱ ἀρμόδιαι ὑπηρεσίαι ἀναμένουν νεώτερας πληροφορίας ἐκ Τοκίου. Κατὰ τὰς πληροφορίας τῶν διπλωματικῶν κύκλων, ἡ ἐπίσκεψις θεωρεῖται ἐπικίνδυνον ἐγχείρημα, δεδομένου ὅτι αἱ διαδηλώσεις συνεχίζονται καὶ αἱ ἀρχαὶ δὲν δύνανται νὰ ἐγγυηθοῦν πλήρως τὴν ἀσφάλειαν τοῦ Προέδρου. Οἱ ἀρμόδιοι παρατηρηταὶ σημειώνουν ὅτι ἡ κατάστασις εἶναι ἐξαιρετικῶς λεπτὴ καὶ ὅτι ἡ κυβέρνησις τῆς Ἰαπωνίας καταβάλλει προσπαθείας διὰ τὴν ἀποκατάστασιν τῆς τάξεως. [628, 2223, 991, 2336]
lead-headline-right: Ο Κ. ΒΕΝΙΖΕΛΟΣ ΔΙΕΒΕΒΑΙΩΣΕ ΤΟΝ Κ. ΚΟΖΛΟΦ ΟΤΙ Ο ΕΛΛΗΝΙΚΟΣ ΛΑΟΣ ΕΠΙΘΥΜΕΙ ΤΗΝ ΕΙΡΗΝΗΝ ΣΥΣΦΙΓΞΙΝ ΤΩΝ ΣΧΕΣΕΩΝ ΜΕΤΑ ΤΗΣ ΡΩΣΣΙΑΣ ΚΑΙ ΔΙΕΥΡΥΝΣΙΝ ΕΜΠΟΡΙΚΩΝ ΑΝΤΑΛΛΑΓΩΝ [1006, 62, 1498, 269]
story-nixon-body [628, 636, 991, 749]
section-nixon [628, 502, 991, 748]
headline-nasser: Ο ΝΑΣΣΕΡ ΑΦΟΥ ΜΕΤΕΒΗ ΕΙΣ ΚΕΡΚΥΡΑΝ ΑΝΕΧΩΡΗΣΕΝ ΕΙΣ ΓΙΟΥΓΚΟΣΛΑΒΙΑΝ ΠΡΟΣ ΣΥΝΑΝΤΗΣΙΝ ΤΟΥ ΠΡΟΕΔΡΟΥ ΤΙΤΟ [1006, 2210, 1234, 2338]
body-paragraph: ΟΥΑΣΙΓΚΤΩΝ, 11. (Ρώυτερ). — Ὁ πρόεδρος Αϊζενχάουερ ἐπιστρέφει σήμερον εἰς τὸν Λευκὸν Οἶκον μετὰ ἀπὸ συνομιλίας μὲ τὸν ὑπουργὸν τῶν Ἐξωτερικῶν. Τὸ πρόγραμμα τῆς περιοδείας παραμένει ἀμετάβλητον καὶ αἱ ἀρμόδιαι ὑπηρεσίαι ἀναμένουν νεώτερας πληροφορίας ἐκ Τοκίου. Κατὰ τὰς πληροφορίας τῶν διπλωματικῶν κύκλων, ἡ ἐπίσκεψις θεωρεῖται ἐπικίνδυνον ἐγχείρημα, δεδομένου ὅτι αἱ διαδηλώσεις συνεχίζονται καὶ αἱ ἀρχαὶ δὲν δύνανται νὰ ἐγγυηθοῦν πλήρως τὴν ἀσφάλειαν τοῦ Προέδρου. Οἱ ἀρμόδιοι παρατηρηταὶ σημειώνουν ὅτι ἡ κατάστασις εἶναι ἐξαιρετικῶς λεπτὴ καὶ ὅτι ἡ κυβέρνησις τῆς Ἰαπωνίας καταβάλλει προσπαθείας διὰ τὴν ἀποκατάστασιν τῆς τάξεως. [1006, 1126, 1253, 1285]
subhead: ΣΥΝΕΧΕΙΑ [1053, 795, 1121, 810]
body-paragraph: ΟΥΑΣΙΓΚΤΩΝ, 11. (Ρώυτερ). — Ὁ πρόεδρος Αϊζενχάουερ ἐπιστρέφει σήμερον εἰς τὸν Λευκὸν Οἶκον μετὰ ἀπὸ συνομιλίας μὲ τὸν ὑπουργὸν τῶν Ἐξωτερικῶν. Τὸ πρόγραμμα τῆς περιοδείας παραμένει ἀμετάβλητον καὶ αἱ ἀρμόδιαι ὑπηρεσίαι ἀναμένουν νεώτερας πληροφορίας ἐκ Τοκίου. Κατὰ τὰς πληροφορίας τῶν διπλωματικῶν κύκλων, ἡ ἐπίσκεψις θεωρεῖται ἐπικίνδυνον ἐγχείρημα, δεδομένου ὅτι αἱ διαδηλώσεις συνεχίζονται καὶ αἱ ἀρχαὶ δὲν δύνανται νὰ ἐγγυηθοῦν πλήρως τὴν ἀσφάλειαν τοῦ Προέδρου. Οἱ ἀρμόδιοι παρατηρηταὶ σημειώνουν ὅτι ἡ κατάστασις εἶναι ἐξαιρετικῶς λεπτὴ καὶ ὅτι ἡ κυβέρνησις τῆς Ἰαπωνίας καταβάλλει προσπαθείας διὰ τὴν ἀποκατάστασιν τῆς τάξεως. [46, 1897, 323, 2033]
